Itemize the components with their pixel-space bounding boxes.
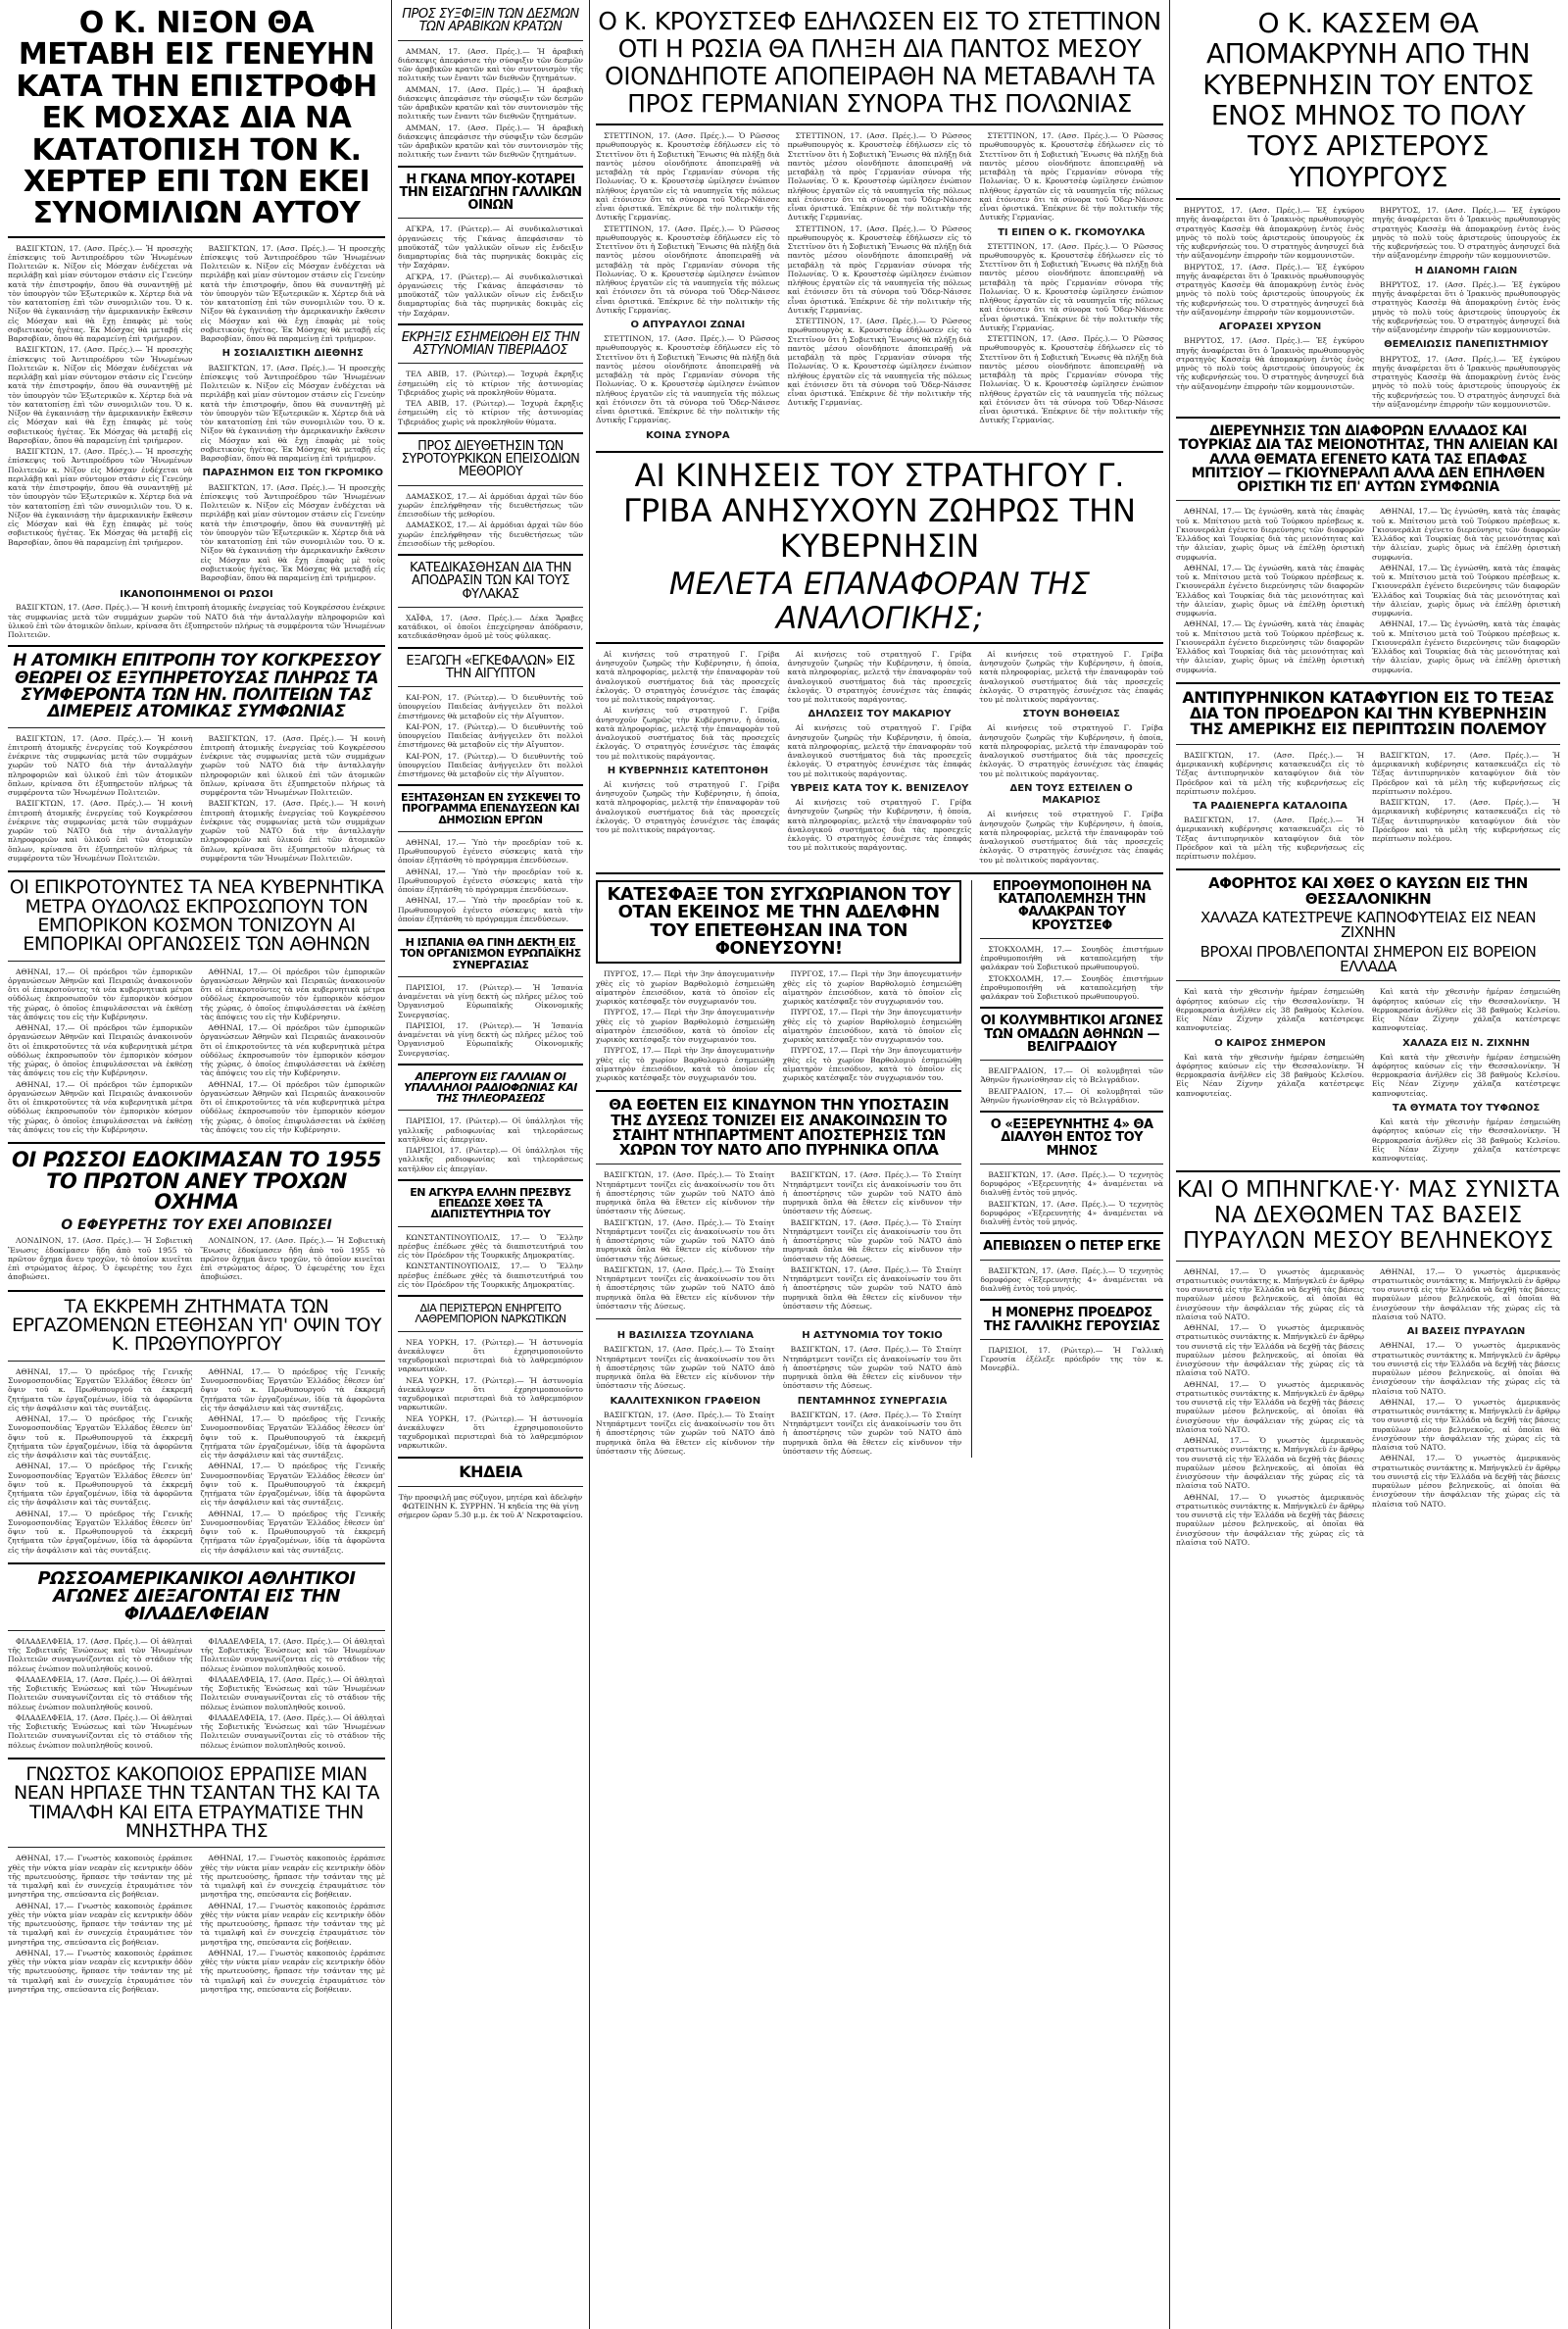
article-text: ΑΓΚΡΑ, 17. (Ρώιτερ).— Αἱ συνδικαλιστικαὶ ὀργανώσεις τῆς Γκάνας ἀπεφάσισαν τὸ μποϋκοτάζ τῶν γαλλικῶν οἴνων εἰς ἔνδειξιν διαμαρτυρίας διὰ τὰς πυρηνικὰς δοκιμὰς εἰς τὴν Σαχάραν. [398, 272, 583, 318]
article-text: ΑΘΗΝΑΙ, 17.— Ὡς ἐγνώσθη, κατὰ τὰς ἐπαφὰς τοῦ κ. Μπίτσιου μετὰ τοῦ Τούρκου πρέσβεως κ. Γκιουνεράλπ ἐγένετο διερεύνησις τῶν διαφορῶν Ἑλλάδος καὶ Τουρκίας διὰ τὰς μειονότητας καὶ τὴν ἁλιείαν, χωρὶς ὅμως νὰ ἐπέλθῃ ὁριστικὴ συμφωνία. [1176, 563, 1364, 619]
subheading: ΔΕΝ ΤΟΥΣ ΕΣΤΕΙΛΕΝ Ο ΜΑΚΑΡΙΟΣ [1009, 782, 1133, 807]
divider [596, 124, 1163, 125]
article-nixon-body [8, 244, 385, 585]
article-text: ΝΕΑ ΥΟΡΚΗ, 17. (Ρώιτερ).— Ἡ ἀστυνομία ἀνεκάλυψεν ὅτι ἐχρησιμοποιοῦντο ταχυδρομικαὶ περιστεραὶ διὰ τὸ λαθρεμπόριον ναρκωτικῶν. [398, 1337, 583, 1374]
article-text: ΠΥΡΓΟΣ, 17.— Περὶ τὴν 3ην ἀπογευματινὴν χθὲς εἰς τὸ χωρίον Βαρθολομιὸ ἐσημειώθη αἱματηρὸν ἐπεισόδιον, κατὰ τὸ ὁποῖον εἷς χωρικὸς κατέσφαξε τὸν συγχωριανόν του. [782, 1008, 962, 1045]
article-text: ΑΘΗΝΑΙ, 17.— Ὁ γνωστὸς ἀμερικανὸς στρατιωτικὸς συντάκτης κ. Μπήνγκλεϋ ἐν ἄρθρῳ του συνιστᾷ εἰς τὴν Ἑλλάδα νὰ δεχθῇ τὰς βάσεις πυραύλων μέσου βεληνεκοῦς, αἱ ὁποῖαι θὰ ἐνισχύσουν τὴν ἀσφάλειαν τῆς χώρας εἰς τὰ πλαίσια τοῦ ΝΑΤΟ. [1176, 1492, 1364, 1547]
article-text: ΑΘΗΝΑΙ, 17.— Ὁ πρόεδρος τῆς Γενικῆς Συνομοσπονδίας Ἐργατῶν Ἑλλάδος ἔθεσεν ὑπ' ὄψιν τοῦ κ. Πρωθυπουργοῦ τὰ ἐκκρεμῆ ζητήματα τῶν ἐργαζομένων, ἰδίᾳ τὰ ἀφορῶντα εἰς τὴν ἀσφάλισιν καὶ τὰς συντάξεις. [8, 1414, 193, 1461]
article-text: ΠΥΡΓΟΣ, 17.— Περὶ τὴν 3ην ἀπογευματινὴν χθὲς εἰς τὸ χωρίον Βαρθολομιὸ ἐσημειώθη αἱματηρὸν ἐπεισόδιον, κατὰ τὸ ὁποῖον εἷς χωρικὸς κατέσφαξε τὸν συγχωριανόν του. [782, 1046, 962, 1083]
article-text: ΦΙΛΑΔΕΛΦΕΙΑ, 17. (Ασσ. Πρές.).— Οἱ ἀθληταὶ τῆς Σοβιετικῆς Ἑνώσεως καὶ τῶν Ἡνωμένων Πολιτειῶν συναγωνίζονται εἰς τὸ στάδιον τῆς πόλεως ἐνώπιον πολυπληθοῦς κοινοῦ. [8, 1712, 193, 1750]
headline-ankara-ambassador: ΕΝ ΑΓΚΥΡΑ ΕΛΛΗΝ ΠΡΕΣΒΥΣ ΕΠΕΔΩΣΕ ΧΘΕΣ ΤΑ ΔΙΑΠΙΣΤΕΥΤΗΡΙΑ ΤΟΥ [410, 1185, 571, 1221]
headline-funeral: ΚΗΔΕΙΑ [459, 1462, 522, 1481]
subheading: ΚΟΙΝΑ ΣΥΝΟΡΑ [646, 429, 730, 441]
article-text: ΑΘΗΝΑΙ, 17.— Ὡς ἐγνώσθη, κατὰ τὰς ἐπαφὰς τοῦ κ. Μπίτσιου μετὰ τοῦ Τούρκου πρέσβεως κ. Γκιουνεράλπ ἐγένετο διερεύνησις τῶν διαφορῶν Ἑλλάδος καὶ Τουρκίας διὰ τὰς μειονότητας καὶ τὴν ἁλιείαν, χωρὶς ὅμως νὰ ἐπέλθῃ ὁριστικὴ συμφωνία. [1372, 563, 1560, 619]
headline-workers-issues: ΤΑ ΕΚΚΡΕΜΗ ΖΗΤΗΜΑΤΑ ΤΩΝ ΕΡΓΑΖΟΜΕΝΩΝ ΕΤΕΘΗΣΑΝ ΥΠ' ΟΨΙΝ ΤΟΥ Κ. ΠΡΩΘΥΠΟΥΡΓΟΥ [11, 1295, 382, 1356]
article-merchants-body [8, 967, 385, 1137]
divider [398, 1064, 583, 1065]
article-atomic-body [8, 734, 385, 866]
divider [980, 1260, 1163, 1261]
article-text: ΣΤΕΤΤΙΝΟΝ, 17. (Ασσ. Πρές.).— Ὁ Ρῶσσος πρωθυπουργὸς κ. Κρουστσὲφ ἐδήλωσεν εἰς τὸ Στεττῖνον ὅτι ἡ Σοβιετικὴ Ἕνωσις θὰ πλήξῃ διὰ παντὸς μέσου οἱονδήποτε ἀποπειραθῇ νὰ μεταβάλῃ τὰ πρὸς Γερμανίαν σύνορα τῆς Πολωνίας. Ὁ κ. Κρουστσὲφ ὡμίλησεν ἐνώπιον πλήθους ἐργατῶν εἰς τὰ ναυπηγεῖα τῆς πόλεως καὶ ἐτόνισεν ὅτι τὰ σύνορα τοῦ Ὄδερ-Νάισσε εἶναι ὁριστικά. Ἐπέκρινε δὲ τὴν πολιτικὴν τῆς Δυτικῆς Γερμανίας. [596, 223, 780, 315]
headline-russian-vehicle: ΟΙ ΡΩΣΣΟΙ ΕΔΟΚΙΜΑΣΑΝ ΤΟ 1955 ΤΟ ΠΡΩΤΟΝ ΑΝΕΥ ΤΡΟΧΩΝ ΟΧΗΜΑ [12, 1148, 381, 1214]
article-text: ΑΘΗΝΑΙ, 17.— Ὡς ἐγνώσθη, κατὰ τὰς ἐπαφὰς τοῦ κ. Μπίτσιου μετὰ τοῦ Τούρκου πρέσβεως κ. Γκιουνεράλπ ἐγένετο διερεύνησις τῶν διαφορῶν Ἑλλάδος καὶ Τουρκίας διὰ τὰς μειονότητας καὶ τὴν ἁλιείαν, χωρὶς ὅμως νὰ ἐπέλθῃ ὁριστικὴ συμφωνία. [1176, 507, 1364, 562]
article-text: ΤΕΛ ΑΒΙΒ, 17. (Ρώιτερ).— Ἰσχυρὰ ἔκρηξις ἐσημειώθη εἰς τὸ κτίριον τῆς ἀστυνομίας Τιβεριάδος χωρὶς νὰ προκληθοῦν θύματα. [398, 399, 583, 426]
article-text: ΑΘΗΝΑΙ, 17.— Ὁ γνωστὸς ἀμερικανὸς στρατιωτικὸς συντάκτης κ. Μπήνγκλεϋ ἐν ἄρθρῳ του συνιστᾷ εἰς τὴν Ἑλλάδα νὰ δεχθῇ τὰς βάσεις πυραύλων μέσου βεληνεκοῦς, αἱ ὁποῖαι θὰ ἐνισχύσουν τὴν ἀσφάλειαν τῆς χώρας εἰς τὰ πλαίσια τοῦ ΝΑΤΟ. [1372, 1266, 1560, 1321]
article-text: ΠΑΡΙΣΙΟΙ, 17. (Ρώιτερ).— Ἡ Ἰσπανία ἀναμένεται νὰ γίνῃ δεκτὴ ὡς πλῆρες μέλος τοῦ Ὀργανισμοῦ Εὐρωπαϊκῆς Οἰκονομικῆς Συνεργασίας. [398, 1020, 583, 1058]
article-text: ΒΗΡΥΤΟΣ, 17. (Ασσ. Πρές.).— Ἐξ ἐγκύρου πηγῆς ἀναφέρεται ὅτι ὁ Ἰρακινὸς πρωθυπουργὸς στρατηγὸς Κασσὲμ θὰ ἀπομακρύνῃ ἐντὸς ἑνὸς μηνὸς τὸ πολὺ τοὺς ἀριστεροὺς ὑπουργοὺς ἐκ τῆς κυβερνήσεώς του. Ὁ στρατηγὸς ἀνησυχεῖ διὰ τὴν αὐξανομένην ἐπιρροὴν τῶν κομμουνιστῶν. [1176, 206, 1364, 261]
article-text: ΦΙΛΑΔΕΛΦΕΙΑ, 17. (Ασσ. Πρές.).— Οἱ ἀθληταὶ τῆς Σοβιετικῆς Ἑνώσεως καὶ τῶν Ἡνωμένων Πολιτειῶν συναγωνίζονται εἰς τὸ στάδιον τῆς πόλεως ἐνώπιον πολυπληθοῦς κοινοῦ. [200, 1712, 385, 1750]
divider [398, 1295, 583, 1297]
subheading: Η ΑΣΤΥΝΟΜΙΑ ΤΟΥ ΤΟΚΙΟ [802, 1330, 943, 1342]
divider [398, 1457, 583, 1459]
article-text: ΒΑΣΙΓΚΤΩΝ, 17. (Ασσ. Πρές.).— Ἡ ἀμερικανικὴ κυβέρνησις κατασκευάζει εἰς τὸ Τέξας ἀντιπυρηνικὸν καταφύγιον διὰ τὸν Πρόεδρον καὶ τὰ μέλη τῆς κυβερνήσεως εἰς περίπτωσιν πολέμου. [1176, 816, 1364, 862]
divider [980, 1007, 1163, 1009]
article-text: ΑΘΗΝΑΙ, 17.— Ὁ πρόεδρος τῆς Γενικῆς Συνομοσπονδίας Ἐργατῶν Ἑλλάδος ἔθεσεν ὑπ' ὄψιν τοῦ κ. Πρωθυπουργοῦ τὰ ἐκκρεμῆ ζητήματα τῶν ἐργαζομένων, ἰδίᾳ τὰ ἀφορῶντα εἰς τὴν ἀσφάλισιν καὶ τὰς συντάξεις. [8, 1462, 193, 1508]
headline-tiberias-explosion: ΕΚΡΗΞΙΣ ΕΣΗΜΕΙΩΘΗ ΕΙΣ ΤΗΝ ΑΣΤΥΝΟΜΙΑΝ ΤΙΒΕΡΙΑΔΟΣ [401, 329, 580, 358]
article-text: ΑΘΗΝΑΙ, 17.— Ὁ γνωστὸς ἀμερικανὸς στρατιωτικὸς συντάκτης κ. Μπήνγκλεϋ ἐν ἄρθρῳ του συνιστᾷ εἰς τὴν Ἑλλάδα νὰ δεχθῇ τὰς βάσεις πυραύλων μέσου βεληνεκοῦς, αἱ ὁποῖαι θὰ ἐνισχύσουν τὴν ἀσφάλειαν τῆς χώρας εἰς τὰ πλαίσια τοῦ ΝΑΤΟ. [1176, 1379, 1364, 1434]
subheading: ΑΙ ΒΑΣΕΙΣ ΠΥΡΑΥΛΩΝ [1406, 1326, 1526, 1338]
lower-section [596, 880, 1163, 1458]
article-text: Καὶ κατὰ τὴν χθεσινὴν ἡμέραν ἐσημειώθη ἀφόρητος καύσων εἰς τὴν Θεσσαλονίκην. Ἡ θερμοκρασία ἀνῆλθεν εἰς 38 βαθμοὺς Κελσίου. Εἰς Νέαν Ζίχνην χάλαζα κατέστρεψε καπνοφυτείας. [1372, 1117, 1560, 1164]
article-text: ΑΘΗΝΑΙ, 17.— Οἱ πρόεδροι τῶν ἐμπορικῶν ὀργανώσεων Ἀθηνῶν καὶ Πειραιῶς ἀνακοινοῦν ὅτι οἱ ἐπικροτοῦντες τὰ νέα κυβερνητικὰ μέτρα οὐδόλως ἐκπροσωποῦν τὸν ἐμπορικὸν κόσμον τῆς χώρας, ὁ ὁποῖος ἐπιφυλάσσεται νὰ ἐκθέσῃ τὰς ἀπόψεις του εἰς τὴν Κυβέρνησιν. [200, 966, 385, 1021]
article-text: ΑΘΗΝΑΙ, 17.— Οἱ πρόεδροι τῶν ἐμπορικῶν ὀργανώσεων Ἀθηνῶν καὶ Πειραιῶς ἀνακοινοῦν ὅτι οἱ ἐπικροτοῦντες τὰ νέα κυβερνητικὰ μέτρα οὐδόλως ἐκπροσωποῦν τὸν ἐμπορικὸν κόσμον τῆς χώρας, ὁ ὁποῖος ἐπιφυλάσσεται νὰ ἐκθέσῃ τὰς ἀπόψεις του εἰς τὴν Κυβέρνησιν. [8, 966, 193, 1021]
article-text: ΒΑΣΙΓΚΤΩΝ, 17. (Ασσ. Πρές.).— Τὸ Σταίητ Ντηπάρτμεντ τονίζει εἰς ἀνακοίνωσίν του ὅτι ἡ ἀποστέρησις τῶν χωρῶν τοῦ ΝΑΤΟ ἀπὸ πυρηνικὰ ὅπλα θὰ ἔθετεν εἰς κίνδυνον τὴν ὑπόστασιν τῆς Δύσεως. [782, 1170, 962, 1216]
article-text: ΑΘΗΝΑΙ, 17.— Ὁ γνωστὸς ἀμερικανὸς στρατιωτικὸς συντάκτης κ. Μπήνγκλεϋ ἐν ἄρθρῳ του συνιστᾷ εἰς τὴν Ἑλλάδα νὰ δεχθῇ τὰς βάσεις πυραύλων μέσου βεληνεκοῦς, αἱ ὁποῖαι θὰ ἐνισχύσουν τὴν ἀσφάλειαν τῆς χώρας εἰς τὰ πλαίσια τοῦ ΝΑΤΟ. [1372, 1341, 1560, 1396]
article-text: ΣΤΕΤΤΙΝΟΝ, 17. (Ασσ. Πρές.).— Ὁ Ρῶσσος πρωθυπουργὸς κ. Κρουστσὲφ ἐδήλωσεν εἰς τὸ Στεττῖνον ὅτι ἡ Σοβιετικὴ Ἕνωσις θὰ πλήξῃ διὰ παντὸς μέσου οἱονδήποτε ἀποπειραθῇ νὰ μεταβάλῃ τὰ πρὸς Γερμανίαν σύνορα τῆς Πολωνίας. Ὁ κ. Κρουστσὲφ ὡμίλησεν ἐνώπιον πλήθους ἐργατῶν εἰς τὰ ναυπηγεῖα τῆς πόλεως καὶ ἐτόνισεν ὅτι τὰ σύνορα τοῦ Ὄδερ-Νάισσε εἶναι ὁριστικά. Ἐπέκρινε δὲ τὴν πολιτικὴν τῆς Δυτικῆς Γερμανίας. [979, 241, 1163, 332]
article-text: ΣΤΕΤΤΙΝΟΝ, 17. (Ασσ. Πρές.).— Ὁ Ρῶσσος πρωθυπουργὸς κ. Κρουστσὲφ ἐδήλωσεν εἰς τὸ Στεττῖνον ὅτι ἡ Σοβιετικὴ Ἕνωσις θὰ πλήξῃ διὰ παντὸς μέσου οἱονδήποτε ἀποπειραθῇ νὰ μεταβάλῃ τὰ πρὸς Γερμανίαν σύνορα τῆς Πολωνίας. Ὁ κ. Κρουστσὲφ ὡμίλησεν ἐνώπιον πλήθους ἐργατῶν εἰς τὰ ναυπηγεῖα τῆς πόλεως καὶ ἐτόνισεν ὅτι τὰ σύνορα τοῦ Ὄδερ-Νάισσε εἶναι ὁριστικά. Ἐπέκρινε δὲ τὴν πολιτικὴν τῆς Δυτικῆς Γερμανίας. [596, 131, 780, 223]
article-text: Τὴν προσφιλῆ μας σύζυγον, μητέρα καὶ ἀδελφὴν ΦΩΤΕΙΝΗΝ Κ. ΣΥΡΡΗΝ. Ἡ κηδεία της θὰ γίνῃ σήμερον ὥραν 5.30 μ.μ. ἐκ τοῦ Α' Νεκροταφείου. [398, 1492, 583, 1520]
subheading: Ο ΚΑΙΡΟΣ ΣΗΜΕΡΟΝ [1214, 1037, 1326, 1049]
article-text: ΑΘΗΝΑΙ, 17.— Οἱ πρόεδροι τῶν ἐμπορικῶν ὀργανώσεων Ἀθηνῶν καὶ Πειραιῶς ἀνακοινοῦν ὅτι οἱ ἐπικροτοῦντες τὰ νέα κυβερνητικὰ μέτρα οὐδόλως ἐκπροσωποῦν τὸν ἐμπορικὸν κόσμον τῆς χώρας, ὁ ὁποῖος ἐπιφυλάσσεται νὰ ἐκθέσῃ τὰς ἀπόψεις του εἰς τὴν Κυβέρνησιν. [200, 1079, 385, 1134]
article-text: ΑΘΗΝΑΙ, 17.— Γνωστὸς κακοποιὸς ἐρράπισε χθὲς τὴν νύκτα μίαν νεαρὰν εἰς κεντρικὴν ὁδὸν τῆς πρωτευούσης, ἥρπασε τὴν τσάνταν της μὲ τὰ τιμαλφῆ καὶ ἐν συνεχείᾳ ἐτραυμάτισε τὸν μνηστῆρα της, σπεύσαντα εἰς βοήθειαν. [200, 1901, 385, 1947]
article-text: Καὶ κατὰ τὴν χθεσινὴν ἡμέραν ἐσημειώθη ἀφόρητος καύσων εἰς τὴν Θεσσαλονίκην. Ἡ θερμοκρασία ἀνῆλθεν εἰς 38 βαθμοὺς Κελσίου. Εἰς Νέαν Ζίχνην χάλαζα κατέστρεψε καπνοφυτείας. [1176, 1052, 1364, 1098]
article-text: Αἱ κινήσεις τοῦ στρατηγοῦ Γ. Γρίβα ἀνησυχοῦν ζωηρῶς τὴν Κυβέρνησιν, ἡ ὁποία, κατὰ πληροφορίας, μελετᾷ τὴν ἐπαναφορὰν τοῦ ἀναλογικοῦ συστήματος διὰ τὰς προσεχεῖς ἐκλογάς. Ὁ στρατηγὸς ἐσυνέχισε τὰς ἐπαφάς του μὲ πολιτικοὺς παράγοντας. [979, 810, 1163, 865]
headline-grivas: ΑΙ ΚΙΝΗΣΕΙΣ ΤΟΥ ΣΤΡΑΤΗΓΟΥ Γ. ΓΡΙΒΑ ΑΝΗΣΥΧΟΥΝ ΖΩΗΡΩΣ ΤΗΝ ΚΥΒΕΡΝΗΣΙΝ [622, 456, 1137, 565]
headline-investment-program: ΕΞΗΤΑΣΘΗΣΑΝ ΕΝ ΣΥΣΚΕΨΕΙ ΤΟ ΠΡΟΓΡΑΜΜΑ ΕΠΕΝΔΥΣΕΩΝ ΚΑΙ ΔΗΜΟΣΙΩΝ ΕΡΓΩΝ [400, 791, 581, 826]
headline-greece-turkey: ΔΙΕΡΕΥΝΗΣΙΣ ΤΩΝ ΔΙΑΦΟΡΩΝ ΕΛΛΑΔΟΣ ΚΑΙ ΤΟΥΡΚΙΑΣ ΔΙΑ ΤΑΣ ΜΕΙΟΝΟΤΗΤΑΣ, ΤΗΝ ΑΛΙΕΙΑΝ ΚΑΙ ΑΛΛΑ ΘΕΜΑΤΑ ΕΓΕΝΕΤΟ ΚΑΤΑ ΤΑΣ ΕΠΑΦΑΣ ΜΠΙΤΣΙΟΥ — ΓΚΙΟΥΝΕΡΑΛΠ ΑΛΛΑ ΔΕΝ ΕΠΗΛΘΕΝ ΟΡΙΣΤΙΚΗ ΤΙΣ ΕΠ' ΑΥΤΩΝ ΣΥΜΦΩΝΙΑ [1178, 423, 1558, 496]
headline-kassem: Ο Κ. ΚΑΣΣΕΜ ΘΑ ΑΠΟΜΑΚΡΥΝΗ ΑΠΟ ΤΗΝ ΚΥΒΕΡΝΗΣΙΝ ΤΟΥ ΕΝΤΟΣ ΕΝΟΣ ΜΗΝΟΣ ΤΟ ΠΟΛΥ ΤΟΥΣ ΑΡΙΣΤΕΡΟΥΣ ΥΠΟΥΡΓΟΥΣ [1202, 8, 1534, 193]
divider [8, 1562, 385, 1564]
divider [8, 1630, 385, 1631]
divider [980, 1060, 1163, 1061]
article-text: ΑΘΗΝΑΙ, 17.— Ὁ πρόεδρος τῆς Γενικῆς Συνομοσπονδίας Ἐργατῶν Ἑλλάδος ἔθεσεν ὑπ' ὄψιν τοῦ κ. Πρωθυπουργοῦ τὰ ἐκκρεμῆ ζητήματα τῶν ἐργαζομένων, ἰδίᾳ τὰ ἀφορῶντα εἰς τὴν ἀσφάλισιν καὶ τὰς συντάξεις. [200, 1462, 385, 1508]
article-text: ΒΑΣΙΓΚΤΩΝ, 17. (Ασσ. Πρές.).— Τὸ Σταίητ Ντηπάρτμεντ τονίζει εἰς ἀνακοίνωσίν του ὅτι ἡ ἀποστέρησις τῶν χωρῶν τοῦ ΝΑΤΟ ἀπὸ πυρηνικὰ ὅπλα θὰ ἔθετεν εἰς κίνδυνον τὴν ὑπόστασιν τῆς Δύσεως. [596, 1264, 775, 1311]
subheading: ΧΑΛΑΖΑ ΕΙΣ Ν. ΖΙΧΝΗΝ [1402, 1037, 1530, 1049]
article-text: ΒΑΣΙΓΚΤΩΝ, 17. (Ασσ. Πρές.).— Ὁ τεχνητὸς δορυφόρος «Ἐξερευνητὴς 4» ἀναμένεται νὰ διαλυθῇ ἐντὸς τοῦ μηνός. [980, 1169, 1163, 1198]
article-text: ΒΑΣΙΓΚΤΩΝ, 17. (Ασσ. Πρές.).— Ἡ κοινὴ ἐπιτροπὴ ἀτομικῆς ἐνεργείας τοῦ Κογκρέσσου ἐνέκρινε τὰς συμφωνίας μετὰ τῶν συμμάχων χωρῶν τοῦ ΝΑΤΟ διὰ τὴν ἀνταλλαγὴν πληροφοριῶν καὶ ὑλικοῦ ἐπὶ τῶν ἀτομικῶν ὅπλων, κρίνασα ὅτι ἐξυπηρετοῦν πλήρως τὰ συμφέροντα τῶν Ἡνωμένων Πολιτειῶν. [200, 799, 385, 863]
article-text: ΑΘΗΝΑΙ, 17.— Οἱ πρόεδροι τῶν ἐμπορικῶν ὀργανώσεων Ἀθηνῶν καὶ Πειραιῶς ἀνακοινοῦν ὅτι οἱ ἐπικροτοῦντες τὰ νέα κυβερνητικὰ μέτρα οὐδόλως ἐκπροσωποῦν τὸν ἐμπορικὸν κόσμον τῆς χώρας, ὁ ὁποῖος ἐπιφυλάσσεται νὰ ἐκθέσῃ τὰς ἀπόψεις του εἰς τὴν Κυβέρνησιν. [8, 1079, 193, 1134]
article-text: ΒΗΡΥΤΟΣ, 17. (Ασσ. Πρές.).— Ἐξ ἐγκύρου πηγῆς ἀναφέρεται ὅτι ὁ Ἰρακινὸς πρωθυπουργὸς στρατηγὸς Κασσὲμ θὰ ἀπομακρύνῃ ἐντὸς ἑνὸς μηνὸς τὸ πολὺ τοὺς ἀριστεροὺς ὑπουργοὺς ἐκ τῆς κυβερνήσεώς του. Ὁ στρατηγὸς ἀνησυχεῖ διὰ τὴν αὐξανομένην ἐπιρροὴν τῶν κομμουνιστῶν. [1372, 206, 1560, 261]
article-text: ΣΤΟΚΧΟΛΜΗ, 17.— Σουηδὸς ἐπιστήμων ἐπροθυμοποιήθη νὰ καταπολεμήσῃ τὴν φαλάκραν τοῦ Σοβιετικοῦ πρωθυπουργοῦ. [980, 944, 1163, 972]
headline-explorer: Ο «ΕΞΕΡΕΥΝΗΤΗΣ 4» ΘΑ ΔΙΑΛΥΘΗ ΕΝΤΟΣ ΤΟΥ ΜΗΝΟΣ [990, 1117, 1153, 1159]
article-text: ΑΘΗΝΑΙ, 17.— Ὁ πρόεδρος τῆς Γενικῆς Συνομοσπονδίας Ἐργατῶν Ἑλλάδος ἔθεσεν ὑπ' ὄψιν τοῦ κ. Πρωθυπουργοῦ τὰ ἐκκρεμῆ ζητήματα τῶν ἐργαζομένων, ἰδίᾳ τὰ ἀφορῶντα εἰς τὴν ἀσφάλισιν καὶ τὰς συντάξεις. [8, 1509, 193, 1555]
article-text: ΒΑΣΙΓΚΤΩΝ, 17. (Ασσ. Πρές.).— Τὸ Σταίητ Ντηπάρτμεντ τονίζει εἰς ἀνακοίνωσίν του ὅτι ἡ ἀποστέρησις τῶν χωρῶν τοῦ ΝΑΤΟ ἀπὸ πυρηνικὰ ὅπλα θὰ ἔθετεν εἰς κίνδυνον τὴν ὑπόστασιν τῆς Δύσεως. [782, 1264, 962, 1311]
divider [398, 607, 583, 608]
article-criminal-body [8, 1854, 385, 1996]
article-text: ΒΑΣΙΓΚΤΩΝ, 17. (Ασσ. Πρές.).— Ἡ προσεχὴς ἐπίσκεψις τοῦ Ἀντιπροέδρου τῶν Ἡνωμένων Πολιτειῶν κ. Νίξον εἰς Μόσχαν ἐνδέχεται νὰ περιλάβῃ καὶ μίαν σύντομον στάσιν εἰς Γενεύην κατὰ τὴν ἐπιστροφήν, ὅπου θὰ συναντηθῇ μὲ τὸν ὑπουργὸν τῶν Ἐξωτερικῶν κ. Χέρτερ διὰ νὰ τὸν κατατοπίσῃ ἐπὶ τῶν συνομιλιῶν του. Ὁ κ. Νίξον θὰ ἐγκαινιάσῃ τὴν ἀμερικανικὴν ἔκθεσιν εἰς Μόσχαν καὶ θὰ ἔχῃ ἐπαφὰς μὲ τοὺς σοβιετικοὺς ἡγέτας. Ἐκ Μόσχας θὰ μεταβῇ εἰς Βαρσοβίαν, ὅπου θὰ παραμείνῃ ἐπὶ τριήμερον. Η ΣΟΣΙΑΛΙΣΤΙΚΗ ΔΙΕΘΝΗΣ ΒΑΣΙΓΚΤΩΝ, 17. (Ασσ. Πρές.).— Ἡ προσεχὴς ἐπίσκεψις τοῦ Ἀντιπροέδρου τῶν Ἡνωμένων Πολιτειῶν κ. Νίξον εἰς Μόσχαν ἐνδέχεται νὰ περιλάβῃ καὶ μίαν σύντομον στάσιν εἰς Γενεύην κατὰ τὴν ἐπιστροφήν, ὅπου θὰ συναντηθῇ μὲ τὸν ὑπουργὸν τῶν Ἐξωτερικῶν κ. Χέρτερ διὰ νὰ τὸν κατατοπίσῃ ἐπὶ τῶν συνομιλιῶν του. Ὁ κ. Νίξον θὰ ἐγκαινιάσῃ τὴν ἀμερικανικὴν ἔκθεσιν εἰς Μόσχαν καὶ θὰ ἔχῃ ἐπαφὰς μὲ τοὺς σοβιετικοὺς ἡγέτας. Ἐκ Μόσχας θὰ μεταβῇ εἰς Βαρσοβίαν, ὅπου θὰ παραμείνῃ ἐπὶ τριήμερον. ΠΑΡΑΣΗΜΟΝ ΕΙΣ ΤΟΝ ΓΚΡΟΜΙΚΟ ΒΑΣΙΓΚΤΩΝ, 17. (Ασσ. Πρές.).— Ἡ προσεχὴς ἐπίσκεψις τοῦ Ἀντιπροέδρου τῶν Ἡνωμένων Πολιτειῶν κ. Νίξον εἰς Μόσχαν ἐνδέχεται νὰ περιλάβῃ καὶ μίαν σύντομον στάσιν εἰς Γενεύην κατὰ τὴν ἐπιστροφήν, ὅπου θὰ συναντηθῇ μὲ τὸν ὑπουργὸν τῶν Ἐξωτερικῶν κ. Χέρτερ διὰ νὰ τὸν κατατοπίσῃ ἐπὶ τῶν συνομιλιῶν του. Ὁ κ. Νίξον θὰ ἐγκαινιάσῃ τὴν ἀμερικανικὴν ἔκθεσιν εἰς Μόσχαν καὶ θὰ ἔχῃ ἐπαφὰς μὲ τοὺς σοβιετικοὺς ἡγέτας. Ἐκ Μόσχας θὰ μεταβῇ εἰς Βαρσοβίαν, ὅπου θὰ παραμείνῃ ἐπὶ τριήμερον. [200, 243, 385, 583]
divider [980, 938, 1163, 939]
divider [1176, 980, 1560, 981]
article-text: ΝΕΑ ΥΟΡΚΗ, 17. (Ρώιτερ).— Ἡ ἀστυνομία ἀνεκάλυψεν ὅτι ἐχρησιμοποιοῦντο ταχυδρομικαὶ περιστεραὶ διὰ τὸ λαθρεμπόριον ναρκωτικῶν. [398, 1375, 583, 1412]
headline-hail: ΧΑΛΑΖΑ ΚΑΤΕΣΤΡΕΨΕ ΚΑΠΝΟΦΥΤΕΙΑΣ ΕΙΣ ΝΕΑΝ ΖΙΧΝΗΝ [1200, 909, 1537, 942]
headline-rain-forecast: ΒΡΟΧΑΙ ΠΡΟΒΛΕΠΟΝΤΑΙ ΣΗΜΕΡΟΝ ΕΙΣ ΒΟΡΕΙΟΝ ΕΛΛΑΔΑ [1200, 942, 1537, 975]
article-text: ΑΘΗΝΑΙ, 17.— Γνωστὸς κακοποιὸς ἐρράπισε χθὲς τὴν νύκτα μίαν νεαρὰν εἰς κεντρικὴν ὁδὸν τῆς πρωτευούσης, ἥρπασε τὴν τσάνταν της μὲ τὰ τιμαλφῆ καὶ ἐν συνεχείᾳ ἐτραυμάτισε τὸν μνηστῆρα της, σπεύσαντα εἰς βοήθειαν. [8, 1901, 193, 1947]
article-text: Αἱ κινήσεις τοῦ στρατηγοῦ Γ. Γρίβα ἀνησυχοῦν ζωηρῶς τὴν Κυβέρνησιν, ἡ ὁποία, κατὰ πληροφορίας, μελετᾷ τὴν ἐπαναφορὰν τοῦ ἀναλογικοῦ συστήματος διὰ τὰς προσεχεῖς ἐκλογάς. Ὁ στρατηγὸς ἐσυνέχισε τὰς ἐπαφάς του μὲ πολιτικοὺς παράγοντας. [979, 649, 1163, 705]
article-text: ΑΘΗΝΑΙ, 17.— Ὁ πρόεδρος τῆς Γενικῆς Συνομοσπονδίας Ἐργατῶν Ἑλλάδος ἔθεσεν ὑπ' ὄψιν τοῦ κ. Πρωθυπουργοῦ τὰ ἐκκρεμῆ ζητήματα τῶν ἐργαζομένων, ἰδίᾳ τὰ ἀφορῶντα εἰς τὴν ἀσφάλισιν καὶ τὰς συντάξεις. [200, 1509, 385, 1555]
divider [398, 686, 583, 687]
article-text: ΑΘΗΝΑΙ, 17.— Ὡς ἐγνώσθη, κατὰ τὰς ἐπαφὰς τοῦ κ. Μπίτσιου μετὰ τοῦ Τούρκου πρέσβεως κ. Γκιουνεράλπ ἐγένετο διερεύνησις τῶν διαφορῶν Ἑλλάδος καὶ Τουρκίας διὰ τὰς μειονότητας καὶ τὴν ἁλιείαν, χωρὶς ὅμως νὰ ἐπέλθῃ ὁριστικὴ συμφωνία. [1372, 507, 1560, 562]
headline-athletic-games: ΡΩΣΣΟΑΜΕΡΙΚΑΝΙΚΟΙ ΑΘΛΗΤΙΚΟΙ ΑΓΩΝΕΣ ΔΙΕΞΑΓΟΝΤΑΙ ΕΙΣ ΤΗΝ ΦΙΛΑΔΕΛΦΕΙΑΝ [37, 1567, 356, 1625]
article-text: Αἱ κινήσεις τοῦ στρατηγοῦ Γ. Γρίβα ἀνησυχοῦν ζωηρῶς τὴν Κυβέρνησιν, ἡ ὁποία, κατὰ πληροφορίας, μελετᾷ τὴν ἐπαναφορὰν τοῦ ἀναλογικοῦ συστήματος διὰ τὰς προσεχεῖς ἐκλογάς. Ὁ στρατηγὸς ἐσυνέχισε τὰς ἐπαφάς του μὲ πολιτικοὺς παράγοντας. [596, 649, 780, 705]
subheading: ΣΤΟΥΝ ΒΟΗΘΕΙΑΣ [1022, 709, 1120, 720]
divider [1176, 1261, 1560, 1262]
article-text: ΒΑΣΙΓΚΤΩΝ, 17. (Ασσ. Πρές.).— Ὁ τεχνητὸς δορυφόρος «Ἐξερευνητὴς 4» ἀναμένεται νὰ διαλυθῇ ἐντὸς τοῦ μηνός. [980, 1265, 1163, 1294]
article-text: ΒΑΣΙΓΚΤΩΝ, 17. (Ασσ. Πρές.).— Τὸ Σταίητ Ντηπάρτμεντ τονίζει εἰς ἀνακοίνωσίν του ὅτι ἡ ἀποστέρησις τῶν χωρῶν τοῦ ΝΑΤΟ ἀπὸ πυρηνικὰ ὅπλα θὰ ἔθετεν εἰς κίνδυνον τὴν ὑπόστασιν τῆς Δύσεως. [782, 1410, 962, 1456]
divider [398, 323, 583, 325]
article-text: Καὶ κατὰ τὴν χθεσινὴν ἡμέραν ἐσημειώθη ἀφόρητος καύσων εἰς τὴν Θεσσαλονίκην. Ἡ θερμοκρασία ἀνῆλθεν εἰς 38 βαθμοὺς Κελσίου. Εἰς Νέαν Ζίχνην χάλαζα κατέστρεψε καπνοφυτείας. [1372, 1052, 1560, 1098]
divider [596, 451, 1163, 453]
article-text: ΒΗΡΥΤΟΣ, 17. (Ασσ. Πρές.).— Ἐξ ἐγκύρου πηγῆς ἀναφέρεται ὅτι ὁ Ἰρακινὸς πρωθυπουργὸς στρατηγὸς Κασσὲμ θὰ ἀπομακρύνῃ ἐντὸς ἑνὸς μηνὸς τὸ πολὺ τοὺς ἀριστεροὺς ὑπουργοὺς ἐκ τῆς κυβερνήσεώς του. Ὁ στρατηγὸς ἀνησυχεῖ διὰ τὴν αὐξανομένην ἐπιρροὴν τῶν κομμουνιστῶν. [1372, 354, 1560, 409]
article-text: ΑΜΜΑΝ, 17. (Ασσ. Πρές.).— Ἡ ἀραβικὴ διάσκεψις ἀπεφάσισε τὴν σύσφιξιν τῶν δεσμῶν τῶν ἀραβικῶν κρατῶν καὶ τὸν συντονισμὸν τῆς πολιτικῆς των ἔναντι τῶν διεθνῶν ζητημάτων. [398, 123, 583, 160]
divider [8, 727, 385, 728]
article-text: ΚΑΙ-ΡΟΝ, 17. (Ρώιτερ).— Ὁ διευθυντὴς τοῦ ὑπουργείου Παιδείας ἀνήγγειλεν ὅτι πολλοὶ ἐπιστήμονες θὰ μεταβοῦν εἰς τὴν Αἴγυπτον. [398, 721, 583, 750]
article-text: Καὶ κατὰ τὴν χθεσινὴν ἡμέραν ἐσημειώθη ἀφόρητος καύσων εἰς τὴν Θεσσαλονίκην. Ἡ θερμοκρασία ἀνῆλθεν εἰς 38 βαθμοὺς Κελσίου. Εἰς Νέαν Ζίχνην χάλαζα κατέστρεψε καπνοφυτείας. [1372, 987, 1560, 1033]
article-text: ΑΘΗΝΑΙ, 17.— Ὁ γνωστὸς ἀμερικανὸς στρατιωτικὸς συντάκτης κ. Μπήνγκλεϋ ἐν ἄρθρῳ του συνιστᾷ εἰς τὴν Ἑλλάδα νὰ δεχθῇ τὰς βάσεις πυραύλων μέσου βεληνεκοῦς, αἱ ὁποῖαι θὰ ἐνισχύσουν τὴν ἀσφάλειαν τῆς χώρας εἰς τὰ πλαίσια τοῦ ΝΑΤΟ. [1176, 1266, 1364, 1321]
divider [398, 40, 583, 41]
article-text: Καὶ κατὰ τὴν χθεσινὴν ἡμέραν ἐσημειώθη ἀφόρητος καύσων εἰς τὴν Θεσσαλονίκην. Ἡ θερμοκρασία ἀνῆλθεν εἰς 38 βαθμοὺς Κελσίου. Εἰς Νέαν Ζίχνην χάλαζα κατέστρεψε καπνοφυτείας. [1176, 987, 1364, 1033]
article-text: ΒΑΣΙΓΚΤΩΝ, 17. (Ασσ. Πρές.).— Ἡ ἀμερικανικὴ κυβέρνησις κατασκευάζει εἰς τὸ Τέξας ἀντιπυρηνικὸν καταφύγιον διὰ τὸν Πρόεδρον καὶ τὰ μέλη τῆς κυβερνήσεως εἰς περίπτωσιν πολέμου. [1372, 798, 1560, 844]
article-text: ΝΕΑ ΥΟΡΚΗ, 17. (Ρώιτερ).— Ἡ ἀστυνομία ἀνεκάλυψεν ὅτι ἐχρησιμοποιοῦντο ταχυδρομικαὶ περιστεραὶ διὰ τὸ λαθρεμπόριον ναρκωτικῶν. [398, 1413, 583, 1451]
divider [8, 236, 385, 238]
article-text: ΒΑΣΙΓΚΤΩΝ, 17. (Ασσ. Πρές.).— Τὸ Σταίητ Ντηπάρτμεντ τονίζει εἰς ἀνακοίνωσίν του ὅτι ἡ ἀποστέρησις τῶν χωρῶν τοῦ ΝΑΤΟ ἀπὸ πυρηνικὰ ὅπλα θὰ ἔθετεν εἰς κίνδυνον τὴν ὑπόστασιν τῆς Δύσεως. [596, 1410, 775, 1456]
article-text: ΒΑΣΙΓΚΤΩΝ, 17. (Ασσ. Πρές.).— Ἡ κοινὴ ἐπιτροπὴ ἀτομικῆς ἐνεργείας τοῦ Κογκρέσσου ἐνέκρινε τὰς συμφωνίας μετὰ τῶν συμμάχων χωρῶν τοῦ ΝΑΤΟ διὰ τὴν ἀνταλλαγὴν πληροφοριῶν καὶ ὑλικοῦ ἐπὶ τῶν ἀτομικῶν ὅπλων, κρίνασα ὅτι ἐξυπηρετοῦν πλήρως τὰ συμφέροντα τῶν Ἡνωμένων Πολιτειῶν. [200, 733, 385, 798]
divider [1176, 1170, 1560, 1172]
article-text: ΚΑΙ-ΡΟΝ, 17. (Ρώιτερ).— Ὁ διευθυντὴς τοῦ ὑπουργείου Παιδείας ἀνήγγειλεν ὅτι πολλοὶ ἐπιστήμονες θὰ μεταβοῦν εἰς τὴν Αἴγυπτον. [398, 751, 583, 778]
headline-brains-egypt: ΕΞΑΓΩΓΗ «ΕΓΚΕΦΑΛΩΝ» ΕΙΣ ΤΗΝ ΑΙΓΥΠΤΟΝ [406, 653, 575, 681]
article-text: ΒΑΣΙΓΚΤΩΝ, 17. (Ασσ. Πρές.).— Τὸ Σταίητ Ντηπάρτμεντ τονίζει εἰς ἀνακοίνωσίν του ὅτι ἡ ἀποστέρησις τῶν χωρῶν τοῦ ΝΑΤΟ ἀπὸ πυρηνικὰ ὅπλα θὰ ἔθετεν εἰς κίνδυνον τὴν ὑπόστασιν τῆς Δύσεως. [782, 1217, 962, 1264]
article-text: ΒΑΣΙΓΚΤΩΝ, 17. (Ασσ. Πρές.).— Ἡ ἀμερικανικὴ κυβέρνησις κατασκευάζει εἰς τὸ Τέξας ἀντιπυρηνικὸν καταφύγιον διὰ τὸν Πρόεδρον καὶ τὰ μέλη τῆς κυβερνήσεως εἰς περίπτωσιν πολέμου. [1176, 750, 1364, 796]
lower-left [596, 880, 961, 1458]
divider [980, 1232, 1163, 1234]
headline-escape-convicts: ΚΑΤΕΔΙΚΑΣΘΗΣΑΝ ΔΙΑ ΤΗΝ ΑΠΟΔΡΑΣΙΝ ΤΩΝ ΚΑΙ ΤΟΥΣ ΦΥΛΑΚΑΣ [409, 561, 572, 602]
article-text: ΠΑΡΙΣΙΟΙ, 17. (Ρώιτερ).— Οἱ ὑπάλληλοι τῆς γαλλικῆς ραδιοφωνίας καὶ τηλεοράσεως κατῆλθον εἰς ἀπεργίαν. [398, 1146, 583, 1173]
article-text: ΠΑΡΙΣΙΟΙ, 17. (Ρώιτερ).— Ἡ Γαλλικὴ Γερουσία ἐξέλεξε πρόεδρόν της τὸν κ. Μονερβίλ. [980, 1345, 1163, 1373]
headline-syria-turkey: ΠΡΟΣ ΔΙΕΥΘΕΤΗΣΙΝ ΤΩΝ ΣΥΡΟΤΟΥΡΚΙΚΩΝ ΕΠΕΙΣΟΔΙΩΝ ΜΕΘΟΡΙΟΥ [401, 438, 580, 480]
article-text: ΑΜΜΑΝ, 17. (Ασσ. Πρές.).— Ἡ ἀραβικὴ διάσκεψις ἀπεφάσισε τὴν σύσφιξιν τῶν δεσμῶν τῶν ἀραβικῶν κρατῶν καὶ τὸν συντονισμὸν τῆς πολιτικῆς των ἔναντι τῶν διεθνῶν ζητημάτων. [398, 84, 583, 122]
divider [8, 1847, 385, 1848]
article-text: ΣΤΕΤΤΙΝΟΝ, 17. (Ασσ. Πρές.).— Ὁ Ρῶσσος πρωθυπουργὸς κ. Κρουστσὲφ ἐδήλωσεν εἰς τὸ Στεττῖνον ὅτι ἡ Σοβιετικὴ Ἕνωσις θὰ πλήξῃ διὰ παντὸς μέσου οἱονδήποτε ἀποπειραθῇ νὰ μεταβάλῃ τὰ πρὸς Γερμανίαν σύνορα τῆς Πολωνίας. Ὁ κ. Κρουστσὲφ ὡμίλησεν ἐνώπιον πλήθους ἐργατῶν εἰς τὰ ναυπηγεῖα τῆς πόλεως καὶ ἐτόνισεν ὅτι τὰ σύνορα τοῦ Ὄδερ-Νάισσε εἶναι ὁριστικά. Ἐπέκρινε δὲ τὴν πολιτικὴν τῆς Δυτικῆς Γερμανίας. [787, 317, 972, 408]
article-text: ΠΑΡΙΣΙΟΙ, 17. (Ρώιτερ).— Ἡ Ἰσπανία ἀναμένεται νὰ γίνῃ δεκτὴ ὡς πλῆρες μέλος τοῦ Ὀργανισμοῦ Εὐρωπαϊκῆς Οἰκονομικῆς Συνεργασίας. [398, 982, 583, 1019]
article-athletic-body [8, 1637, 385, 1752]
article-text: ΧΑΪΦΑ, 17. (Ασσ. Πρές.).— Δέκα Ἄραβες κατάδικοι, οἱ ὁποῖοι ἐπεχείρησαν ἀπόδρασιν, κατεδικάσθησαν ὁμοῦ μὲ τοὺς φύλακας. [398, 613, 583, 641]
headline-criminal: ΓΝΩΣΤΟΣ ΚΑΚΟΠΟΙΟΣ ΕΡΡΑΠΙΣΕ ΜΙΑΝ ΝΕΑΝ ΗΡΠΑΣΕ ΤΗΝ ΤΣΑΝΤΑΝ ΤΗΣ ΚΑΙ ΤΑ ΤΙΜΑΛΦΗ ΚΑΙ ΕΙΤΑ ΕΤΡΑΥΜΑΤΙΣΕ ΤΗΝ ΜΝΗΣΤΗΡΑ ΤΗΣ [13, 1762, 379, 1842]
divider [398, 929, 583, 931]
subheading: ΠΕΝΤΑΜΗΝΟΣ ΣΥΝΕΡΓΑΣΙΑ [797, 1395, 948, 1407]
article-khrushchev-body [596, 131, 1163, 445]
article-text: ΑΘΗΝΑΙ, 17.— Ὁ πρόεδρος τῆς Γενικῆς Συνομοσπονδίας Ἐργατῶν Ἑλλάδος ἔθεσεν ὑπ' ὄψιν τοῦ κ. Πρωθυπουργοῦ τὰ ἐκκρεμῆ ζητήματα τῶν ἐργαζομένων, ἰδίᾳ τὰ ἀφορῶντα εἰς τὴν ἀσφάλισιν καὶ τὰς συντάξεις. [200, 1414, 385, 1461]
headline-french-senate: Η ΜΟΝΕΡΗΣ ΠΡΟΕΔΡΟΣ ΤΗΣ ΓΑΛΛΙΚΗΣ ΓΕΡΟΥΣΙΑΣ [983, 1306, 1160, 1334]
article-text: Αἱ κινήσεις τοῦ στρατηγοῦ Γ. Γρίβα ἀνησυχοῦν ζωηρῶς τὴν Κυβέρνησιν, ἡ ὁποία, κατὰ πληροφορίας, μελετᾷ τὴν ἐπαναφορὰν τοῦ ἀναλογικοῦ συστήματος διὰ τὰς προσεχεῖς ἐκλογάς. Ὁ στρατηγὸς ἐσυνέχισε τὰς ἐπαφάς του μὲ πολιτικοὺς παράγοντας. [787, 649, 972, 705]
subheading: Η ΔΙΑΝΟΜΗ ΓΑΙΩΝ [1414, 265, 1518, 276]
article-text: ΦΙΛΑΔΕΛΦΕΙΑ, 17. (Ασσ. Πρές.).— Οἱ ἀθληταὶ τῆς Σοβιετικῆς Ἑνώσεως καὶ τῶν Ἡνωμένων Πολιτειῶν συναγωνίζονται εἰς τὸ στάδιον τῆς πόλεως ἐνώπιον πολυπληθοῦς κοινοῦ. [8, 1636, 193, 1673]
article-text: ΑΘΗΝΑΙ, 17.— Ὁ γνωστὸς ἀμερικανὸς στρατιωτικὸς συντάκτης κ. Μπήνγκλεϋ ἐν ἄρθρῳ του συνιστᾷ εἰς τὴν Ἑλλάδα νὰ δεχθῇ τὰς βάσεις πυραύλων μέσου βεληνεκοῦς, αἱ ὁποῖαι θὰ ἐνισχύσουν τὴν ἀσφάλειαν τῆς χώρας εἰς τὰ πλαίσια τοῦ ΝΑΤΟ. [1176, 1436, 1364, 1491]
divider [398, 1226, 583, 1227]
article-text: ΠΥΡΓΟΣ, 17.— Περὶ τὴν 3ην ἀπογευματινὴν χθὲς εἰς τὸ χωρίον Βαρθολομιὸ ἐσημειώθη αἱματηρὸν ἐπεισόδιον, κατὰ τὸ ὁποῖον εἷς χωρικὸς κατέσφαξε τὸν συγχωριανόν του. [596, 969, 775, 1007]
article-text: ΒΑΣΙΓΚΤΩΝ, 17. (Ασσ. Πρές.).— Τὸ Σταίητ Ντηπάρτμεντ τονίζει εἰς ἀνακοίνωσίν του ὅτι ἡ ἀποστέρησις τῶν χωρῶν τοῦ ΝΑΤΟ ἀπὸ πυρηνικὰ ὅπλα θὰ ἔθετεν εἰς κίνδυνον τὴν ὑπόστασιν τῆς Δύσεως. [782, 1345, 962, 1391]
headline-texas-shelter: ΑΝΤΙΠΥΡΗΝΙΚΟΝ ΚΑΤΑΦΥΓΙΟΝ ΕΙΣ ΤΟ ΤΕΞΑΣ ΔΙΑ ΤΟΝ ΠΡΟΕΔΡΟΝ ΚΑΙ ΤΗΝ ΚΥΒΕΡΝΗΣΙΝ ΤΗΣ ΑΜΕΡΙΚΗΣ ΕΙΣ ΠΕΡΙΠΤΩΣΙΝ ΠΟΛΕΜΟΥ [1182, 687, 1554, 739]
article-text: ΠΥΡΓΟΣ, 17.— Περὶ τὴν 3ην ἀπογευματινὴν χθὲς εἰς τὸ χωρίον Βαρθολομιὸ ἐσημειώθη αἱματηρὸν ἐπεισόδιον, κατὰ τὸ ὁποῖον εἷς χωρικὸς κατέσφαξε τὸν συγχωριανόν του. [782, 969, 962, 1007]
divider [8, 870, 385, 872]
column-2 [398, 8, 583, 2321]
subheading: Ο ΕΦΕΥΡΕΤΗΣ ΤΟΥ ΕΧΕΙ ΑΠΟΒΙΩΣΕΙ [61, 1217, 332, 1234]
article-text: ΚΩΝΣΤΑΝΤΙΝΟΥΠΟΛΙΣ, 17.— Ὁ Ἕλλην πρέσβυς ἐπέδωσε χθὲς τὰ διαπιστευτήριά του εἰς τὸν Πρόεδρον τῆς Τουρκικῆς Δημοκρατίας. [398, 1262, 583, 1289]
article-text: ΑΘΗΝΑΙ, 17.— Ὑπὸ τὴν προεδρίαν τοῦ κ. Πρωθυπουργοῦ ἐγένετο σύσκεψις κατὰ τὴν ὁποίαν ἐξητάσθη τὸ πρόγραμμα ἐπενδύσεων. [398, 896, 583, 923]
headline-baldwin-missiles: ΚΑΙ Ο ΜΠΗΝΓΚΛΕ·Υ· ΜΑΣ ΣΥΝΙΣΤΑ ΝΑ ΔΕΧΘΩΜΕΝ ΤΑΣ ΒΑΣΕΙΣ ΠΥΡΑΥΛΩΝ ΜΕΣΟΥ ΒΕΛΗΝΕΚΟΥΣ [1176, 1177, 1560, 1254]
headline-merchants: ΟΙ ΕΠΙΚΡΟΤΟΥΝΤΕΣ ΤΑ ΝΕΑ ΚΥΒΕΡΝΗΤΙΚΑ ΜΕΤΡΑ ΟΥΔΟΛΩΣ ΕΚΠΡΟΣΩΠΟΥΝ ΤΟΝ ΕΜΠΟΡΙΚΟΝ ΚΟΣΜΟΝ ΤΟΝΙΖΟΥΝ ΑΙ ΕΜΠΟΡΙΚΑΙ ΟΡΓΑΝΩΣΕΙΣ ΤΩΝ ΑΘΗΝΩΝ [9, 876, 384, 956]
divider [398, 363, 583, 364]
headline-atomic-committee: Η ΑΤΟΜΙΚΗ ΕΠΙΤΡΟΠΗ ΤΟΥ ΚΟΓΚΡΕΣΣΟΥ ΘΕΩΡΕΙ ΟΣ ΕΞΥΠΗΡΕΤΟΥΣΑΣ ΠΛΗΡΩΣ ΤΑ ΣΥΜΦΕΡΟΝΤΑ ΤΩΝ ΗΝ. ΠΟΛΙΤΕΙΩΝ ΤΑΣ ΔΙΜΕΡΕΙΣ ΑΤΟΜΙΚΑΣ ΣΥΜΦΩΝΙΑΣ [13, 651, 380, 722]
article-text: ΑΘΗΝΑΙ, 17.— Γνωστὸς κακοποιὸς ἐρράπισε χθὲς τὴν νύκτα μίαν νεαρὰν εἰς κεντρικὴν ὁδὸν τῆς πρωτευούσης, ἥρπασε τὴν τσάνταν της μὲ τὰ τιμαλφῆ καὶ ἐν συνεχείᾳ ἐτραυμάτισε τὸν μνηστῆρα της, σπεύσαντα εἰς βοήθειαν. [200, 1948, 385, 1994]
article-text: ΑΓΚΡΑ, 17. (Ρώιτερ).— Αἱ συνδικαλιστικαὶ ὀργανώσεις τῆς Γκάνας ἀπεφάσισαν τὸ μποϋκοτάζ τῶν γαλλικῶν οἴνων εἰς ἔνδειξιν διαμαρτυρίας διὰ τὰς πυρηνικὰς δοκιμὰς εἰς τὴν Σαχάραν. [398, 224, 583, 271]
headline-heatwave: ΑΦΟΡΗΤΟΣ ΚΑΙ ΧΘΕΣ Ο ΚΑΥΣΩΝ ΕΙΣ ΤΗΝ ΘΕΣΣΑΛΟΝΙΚΗΝ [1208, 874, 1528, 908]
headline-proportional: ΜΕΛΕΤΑ ΕΠΑΝΑΦΟΡΑΝ ΤΗΣ ΑΝΑΛΟΓΙΚΗΣ; [668, 567, 1091, 637]
subheading: ΙΚΑΝΟΠΟΙΗΜΕΝΟΙ ΟΙ ΡΩΣΟΙ [120, 589, 273, 601]
boxed-headline [596, 880, 961, 964]
article-text: ΒΑΣΙΓΚΤΩΝ, 17. (Ασσ. Πρές.).— Ἡ κοινὴ ἐπιτροπὴ ἀτομικῆς ἐνεργείας τοῦ Κογκρέσσου ἐνέκρινε τὰς συμφωνίας μετὰ τῶν συμμάχων χωρῶν τοῦ ΝΑΤΟ διὰ τὴν ἀνταλλαγὴν πληροφοριῶν καὶ ὑλικοῦ ἐπὶ τῶν ἀτομικῶν ὅπλων, κρίνασα ὅτι ἐξυπηρετοῦν πλήρως τὰ συμφέροντα τῶν Ἡνωμένων Πολιτειῶν. [8, 603, 385, 640]
divider [8, 1758, 385, 1759]
headline-radio-strike: ΑΠΕΡΓΟΥΝ ΕΙΣ ΓΑΛΛΙΑΝ ΟΙ ΥΠΑΛΛΗΛΟΙ ΡΑΔΙΟΦΩΝΙΑΣ ΚΑΙ ΤΗΣ ΤΗΛΕΟΡΑΣΕΩΣ [404, 1069, 577, 1106]
subheading: Η ΚΥΒΕΡΝΗΣΙΣ ΚΑΤΕΠΤΟΗΘΗ [607, 765, 768, 776]
column-divider-2 [589, 0, 590, 2329]
headline-peter-egge: ΑΠΕΒΙΩΣΕΝ Ο ΠΕΤΕΡ ΕΓΚΕ [983, 1239, 1161, 1255]
column-divider-3 [1169, 0, 1170, 2329]
article-text: ΑΜΜΑΝ, 17. (Ασσ. Πρές.).— Ἡ ἀραβικὴ διάσκεψις ἀπεφάσισε τὴν σύσφιξιν τῶν δεσμῶν τῶν ἀραβικῶν κρατῶν καὶ τὸν συντονισμὸν τῆς πολιτικῆς των ἔναντι τῶν διεθνῶν ζητημάτων. [398, 46, 583, 83]
article-text: ΠΑΡΙΣΙΟΙ, 17. (Ρώιτερ).— Οἱ ὑπάλληλοι τῆς γαλλικῆς ραδιοφωνίας καὶ τηλεοράσεως κατῆλθον εἰς ἀπεργίαν. [398, 1116, 583, 1144]
divider [1176, 744, 1560, 745]
divider [1176, 868, 1560, 870]
divider [1176, 682, 1560, 684]
article-text: ΣΤΟΚΧΟΛΜΗ, 17.— Σουηδὸς ἐπιστήμων ἐπροθυμοποιήθη νὰ καταπολεμήσῃ τὴν φαλάκραν τοῦ Σοβιετικοῦ πρωθυπουργοῦ. [980, 973, 1163, 1002]
article-text: ΑΘΗΝΑΙ, 17.— Ὑπὸ τὴν προεδρίαν τοῦ κ. Πρωθυπουργοῦ ἐγένετο σύσκεψις κατὰ τὴν ὁποίαν ἐξητάσθη τὸ πρόγραμμα ἐπενδύσεων. [398, 837, 583, 866]
headline-khrushchev-stettin: Ο Κ. ΚΡΟΥΣΤΣΕΦ ΕΔΗΛΩΣΕΝ ΕΙΣ ΤΟ ΣΤΕΤΤΙΝΟΝ ΟΤΙ Η ΡΩΣΙΑ ΘΑ ΠΛΗΞΗ ΔΙΑ ΠΑΝΤΟΣ ΜΕΣΟΥ ΟΙΟΝΔΗΠΟΤΕ ΑΠΟΠΕΙΡΑΘΗ ΝΑ ΜΕΤΑΒΑΛΗ ΤΑ ΠΡΟΣ ΓΕΡΜΑΝΙΑΝ ΣΥΝΟΡΑ ΤΗΣ ΠΟΛΩΝΙΑΣ [598, 8, 1161, 118]
article-text: ΔΑΜΑΣΚΟΣ, 17.— Αἱ ἀρμόδιαι ἀρχαὶ τῶν δύο χωρῶν ἐπελήφθησαν τῆς διευθετήσεως τῶν ἐπεισοδίων τῆς μεθορίου. [398, 520, 583, 548]
article-text: ΒΑΣΙΓΚΤΩΝ, 17. (Ασσ. Πρές.).— Τὸ Σταίητ Ντηπάρτμεντ τονίζει εἰς ἀνακοίνωσίν του ὅτι ἡ ἀποστέρησις τῶν χωρῶν τοῦ ΝΑΤΟ ἀπὸ πυρηνικὰ ὅπλα θὰ ἔθετεν εἰς κίνδυνον τὴν ὑπόστασιν τῆς Δύσεως. [596, 1345, 775, 1391]
article-kassem-body [1176, 206, 1560, 411]
article-text: Αἱ κινήσεις τοῦ στρατηγοῦ Γ. Γρίβα ἀνησυχοῦν ζωηρῶς τὴν Κυβέρνησιν, ἡ ὁποία, κατὰ πληροφορίας, μελετᾷ τὴν ἐπαναφορὰν τοῦ ἀναλογικοῦ συστήματος διὰ τὰς προσεχεῖς ἐκλογάς. Ὁ στρατηγὸς ἐσυνέχισε τὰς ἐπαφάς του μὲ πολιτικοὺς παράγοντας. [787, 798, 972, 853]
article-text: ΒΑΣΙΓΚΤΩΝ, 17. (Ασσ. Πρές.).— Ἡ προσεχὴς ἐπίσκεψις τοῦ Ἀντιπροέδρου τῶν Ἡνωμένων Πολιτειῶν κ. Νίξον εἰς Μόσχαν ἐνδέχεται νὰ περιλάβῃ καὶ μίαν σύντομον στάσιν εἰς Γενεύην κατὰ τὴν ἐπιστροφήν, ὅπου θὰ συναντηθῇ μὲ τὸν ὑπουργὸν τῶν Ἐξωτερικῶν κ. Χέρτερ διὰ νὰ τὸν κατατοπίσῃ ἐπὶ τῶν συνομιλιῶν του. Ὁ κ. Νίξον θὰ ἐγκαινιάσῃ τὴν ἀμερικανικὴν ἔκθεσιν εἰς Μόσχαν καὶ θὰ ἔχῃ ἐπαφὰς μὲ τοὺς σοβιετικοὺς ἡγέτας. Ἐκ Μόσχας θὰ μεταβῇ εἰς Βαρσοβίαν, ὅπου θὰ παραμείνῃ ἐπὶ τριήμερον. ΒΑΣΙΓΚΤΩΝ, 17. (Ασσ. Πρές.).— Ἡ προσεχὴς ἐπίσκεψις τοῦ Ἀντιπροέδρου τῶν Ἡνωμένων Πολιτειῶν κ. Νίξον εἰς Μόσχαν ἐνδέχεται νὰ περιλάβῃ καὶ μίαν σύντομον στάσιν εἰς Γενεύην κατὰ τὴν ἐπιστροφήν, ὅπου θὰ συναντηθῇ μὲ τὸν ὑπουργὸν τῶν Ἐξωτερικῶν κ. Χέρτερ διὰ νὰ τὸν κατατοπίσῃ ἐπὶ τῶν συνομιλιῶν του. Ὁ κ. Νίξον θὰ ἐγκαινιάσῃ τὴν ἀμερικανικὴν ἔκθεσιν εἰς Μόσχαν καὶ θὰ ἔχῃ ἐπαφὰς μὲ τοὺς σοβιετικοὺς ἡγέτας. Ἐκ Μόσχας θὰ μεταβῇ εἰς Βαρσοβίαν, ὅπου θὰ παραμείνῃ ἐπὶ τριήμερον. ΒΑΣΙΓΚΤΩΝ, 17. (Ασσ. Πρές.).— Ἡ προσεχὴς ἐπίσκεψις τοῦ Ἀντιπροέδρου τῶν Ἡνωμένων Πολιτειῶν κ. Νίξον εἰς Μόσχαν ἐνδέχεται νὰ περιλάβῃ καὶ μίαν σύντομον στάσιν εἰς Γενεύην κατὰ τὴν ἐπιστροφήν, ὅπου θὰ συναντηθῇ μὲ τὸν ὑπουργὸν τῶν Ἐξωτερικῶν κ. Χέρτερ διὰ νὰ τὸν κατατοπίσῃ ἐπὶ τῶν συνομιλιῶν του. Ὁ κ. Νίξον θὰ ἐγκαινιάσῃ τὴν ἀμερικανικὴν ἔκθεσιν εἰς Μόσχαν καὶ θὰ ἔχῃ ἐπαφὰς μὲ τοὺς σοβιετικοὺς ἡγέτας. Ἐκ Μόσχας θὰ μεταβῇ εἰς Βαρσοβίαν, ὅπου θὰ παραμείνῃ ἐπὶ τριήμερον. [8, 243, 193, 547]
divider [8, 1290, 385, 1292]
article-text: Αἱ κινήσεις τοῦ στρατηγοῦ Γ. Γρίβα ἀνησυχοῦν ζωηρῶς τὴν Κυβέρνησιν, ἡ ὁποία, κατὰ πληροφορίας, μελετᾷ τὴν ἐπαναφορὰν τοῦ ἀναλογικοῦ συστήματος διὰ τὰς προσεχεῖς ἐκλογάς. Ὁ στρατηγὸς ἐσυνέχισε τὰς ἐπαφάς του μὲ πολιτικοὺς παράγοντας. [596, 779, 780, 835]
article-text: ΠΥΡΓΟΣ, 17.— Περὶ τὴν 3ην ἀπογευματινὴν χθὲς εἰς τὸ χωρίον Βαρθολομιὸ ἐσημειώθη αἱματηρὸν ἐπεισόδιον, κατὰ τὸ ὁποῖον εἷς χωρικὸς κατέσφαξε τὸν συγχωριανόν του. [596, 1046, 775, 1083]
article-text: ΒΑΣΙΓΚΤΩΝ, 17. (Ασσ. Πρές.).— Τὸ Σταίητ Ντηπάρτμεντ τονίζει εἰς ἀνακοίνωσίν του ὅτι ἡ ἀποστέρησις τῶν χωρῶν τοῦ ΝΑΤΟ ἀπὸ πυρηνικὰ ὅπλα θὰ ἔθετεν εἰς κίνδυνον τὴν ὑπόστασιν τῆς Δύσεως. [596, 1170, 775, 1216]
divider [398, 976, 583, 977]
divider [980, 1111, 1163, 1113]
divider [398, 432, 583, 434]
column-divider-1 [391, 0, 392, 2329]
headline-baldness: ΕΠΡΟΘΥΜΟΠΟΙΗΘΗ ΝΑ ΚΑΤΑΠΟΛΕΜΗΣΗ ΤΗΝ ΦΑΛΑΚΡΑΝ ΤΟΥ ΚΡΟΥΣΤΣΕΦ [992, 878, 1152, 933]
article-text: ΒΗΡΥΤΟΣ, 17. (Ασσ. Πρές.).— Ἐξ ἐγκύρου πηγῆς ἀναφέρεται ὅτι ὁ Ἰρακινὸς πρωθυπουργὸς στρατηγὸς Κασσὲμ θὰ ἀπομακρύνῃ ἐντὸς ἑνὸς μηνὸς τὸ πολὺ τοὺς ἀριστεροὺς ὑπουργοὺς ἐκ τῆς κυβερνήσεώς του. Ὁ στρατηγὸς ἀνησυχεῖ διὰ τὴν αὐξανομένην ἐπιρροὴν τῶν κομμουνιστῶν. [1176, 262, 1364, 317]
subheading: Ο ΑΠΥΡΑΥΛΟΙ ΖΩΝΑΙ [630, 320, 746, 330]
article-workers-body [8, 1367, 385, 1557]
article-text: ΣΤΕΤΤΙΝΟΝ, 17. (Ασσ. Πρές.).— Ὁ Ρῶσσος πρωθυπουργὸς κ. Κρουστσὲφ ἐδήλωσεν εἰς τὸ Στεττῖνον ὅτι ἡ Σοβιετικὴ Ἕνωσις θὰ πλήξῃ διὰ παντὸς μέσου οἱονδήποτε ἀποπειραθῇ νὰ μεταβάλῃ τὰ πρὸς Γερμανίαν σύνορα τῆς Πολωνίας. Ὁ κ. Κρουστσὲφ ὡμίλησεν ἐνώπιον πλήθους ἐργατῶν εἰς τὰ ναυπηγεῖα τῆς πόλεως καὶ ἐτόνισεν ὅτι τὰ σύνορα τοῦ Ὄδερ-Νάισσε εἶναι ὁριστικά. Ἐπέκρινε δὲ τὴν πολιτικὴν τῆς Δυτικῆς Γερμανίας. [787, 131, 972, 223]
article-text: ΑΘΗΝΑΙ, 17.— Γνωστὸς κακοποιὸς ἐρράπισε χθὲς τὴν νύκτα μίαν νεαρὰν εἰς κεντρικὴν ὁδὸν τῆς πρωτευούσης, ἥρπασε τὴν τσάνταν της μὲ τὰ τιμαλφῆ καὶ ἐν συνεχείᾳ ἐτραυμάτισε τὸν μνηστῆρα της, σπεύσαντα εἰς βοήθειαν. [200, 1854, 385, 1900]
article-text: ΣΤΕΤΤΙΝΟΝ, 17. (Ασσ. Πρές.).— Ὁ Ρῶσσος πρωθυπουργὸς κ. Κρουστσὲφ ἐδήλωσεν εἰς τὸ Στεττῖνον ὅτι ἡ Σοβιετικὴ Ἕνωσις θὰ πλήξῃ διὰ παντὸς μέσου οἱονδήποτε ἀποπειραθῇ νὰ μεταβάλῃ τὰ πρὸς Γερμανίαν σύνορα τῆς Πολωνίας. Ὁ κ. Κρουστσὲφ ὡμίλησεν ἐνώπιον πλήθους ἐργατῶν εἰς τὰ ναυπηγεῖα τῆς πόλεως καὶ ἐτόνισεν ὅτι τὰ σύνορα τοῦ Ὄδερ-Νάισσε εἶναι ὁριστικά. Ἐπέκρινε δὲ τὴν πολιτικὴν τῆς Δυτικῆς Γερμανίας. [787, 223, 972, 315]
divider [596, 1090, 961, 1092]
article-text: ΑΘΗΝΑΙ, 17.— Ὡς ἐγνώσθη, κατὰ τὰς ἐπαφὰς τοῦ κ. Μπίτσιου μετὰ τοῦ Τούρκου πρέσβεως κ. Γκιουνεράλπ ἐγένετο διερεύνησις τῶν διαφορῶν Ἑλλάδος καὶ Τουρκίας διὰ τὰς μειονότητας καὶ τὴν ἁλιείαν, χωρὶς ὅμως νὰ ἐπέλθῃ ὁριστικὴ συμφωνία. [1372, 619, 1560, 674]
article-text: ΒΑΣΙΓΚΤΩΝ, 17. (Ασσ. Πρές.).— Ἡ κοινὴ ἐπιτροπὴ ἀτομικῆς ἐνεργείας τοῦ Κογκρέσσου ἐνέκρινε τὰς συμφωνίας μετὰ τῶν συμμάχων χωρῶν τοῦ ΝΑΤΟ διὰ τὴν ἀνταλλαγὴν πληροφοριῶν καὶ ὑλικοῦ ἐπὶ τῶν ἀτομικῶν ὅπλων, κρίνασα ὅτι ἐξυπηρετοῦν πλήρως τὰ συμφέροντα τῶν Ἡνωμένων Πολιτειῶν. [8, 799, 193, 863]
subheading: ΠΑΡΑΣΗΜΟΝ ΕΙΣ ΤΟΝ ΓΚΡΟΜΙΚΟ [202, 468, 384, 479]
column-4 [1176, 8, 1560, 2321]
divider [398, 647, 583, 649]
headline-nixon-geneva: Ο Κ. ΝΙΞΟΝ ΘΑ ΜΕΤΑΒΗ ΕΙΣ ΓΕΝΕΥΗΝ ΚΑΤΑ ΤΗΝ ΕΠΙΣΤΡΟΦΗ ΕΚ ΜΟΣΧΑΣ ΔΙΑ ΝΑ ΚΑΤΑΤΟΠΙΣΗ ΤΟΝ Κ. ΧΕΡΤΕΡ ΕΠΙ ΤΩΝ ΕΚΕΙ ΣΥΝΟΜΙΛΙΩΝ ΑΥΤΟΥ [16, 8, 377, 231]
article-text: ΑΘΗΝΑΙ, 17.— Ὁ γνωστὸς ἀμερικανὸς στρατιωτικὸς συντάκτης κ. Μπήνγκλεϋ ἐν ἄρθρῳ του συνιστᾷ εἰς τὴν Ἑλλάδα νὰ δεχθῇ τὰς βάσεις πυραύλων μέσου βεληνεκοῦς, αἱ ὁποῖαι θὰ ἐνισχύσουν τὴν ἀσφάλειαν τῆς χώρας εἰς τὰ πλαίσια τοῦ ΝΑΤΟ. [1372, 1454, 1560, 1509]
divider [980, 1299, 1163, 1301]
article-text: ΤΕΛ ΑΒΙΒ, 17. (Ρώιτερ).— Ἰσχυρὰ ἔκρηξις ἐσημειώθη εἰς τὸ κτίριον τῆς ἀστυνομίας Τιβεριάδος χωρὶς νὰ προκληθοῦν θύματα. [398, 370, 583, 397]
headline-murder: ΚΑΤΕΣΦΑΞΕ ΤΟΝ ΣΥΓΧΩΡΙΑΝΟΝ ΤΟΥ ΟΤΑΝ ΕΚΕΙΝΟΣ ΜΕ ΤΗΝ ΑΔΕΛΦΗΝ ΤΟΥ ΕΠΕΤΕΘΗΣΑΝ ΙΝΑ ΤΟΝ ΦΟΝΕΥΣΟΥΝ! [607, 883, 951, 959]
article-text: ΑΘΗΝΑΙ, 17.— Οἱ πρόεδροι τῶν ἐμπορικῶν ὀργανώσεων Ἀθηνῶν καὶ Πειραιῶς ἀνακοινοῦν ὅτι οἱ ἐπικροτοῦντες τὰ νέα κυβερνητικὰ μέτρα οὐδόλως ἐκπροσωποῦν τὸν ἐμπορικὸν κόσμον τῆς χώρας, ὁ ὁποῖος ἐπιφυλάσσεται νὰ ἐκθέσῃ τὰς ἀπόψεις του εἰς τὴν Κυβέρνησιν. [8, 1023, 193, 1078]
headline-swimming: ΟΙ ΚΟΛΥΜΒΗΤΙΚΟΙ ΑΓΩΝΕΣ ΤΩΝ ΟΜΑΔΩΝ ΑΘΗΝΩΝ — ΒΕΛΙΓΡΑΔΙΟΥ [980, 1014, 1163, 1055]
divider [398, 1179, 583, 1181]
divider [398, 1110, 583, 1111]
subheading: ΔΗΛΩΣΕΙΣ ΤΟΥ ΜΑΚΑΡΙΟΥ [808, 709, 952, 720]
divider [596, 642, 1163, 644]
article-text: ΒΑΣΙΓΚΤΩΝ, 17. (Ασσ. Πρές.).— Ἡ ἀμερικανικὴ κυβέρνησις κατασκευάζει εἰς τὸ Τέξας ἀντιπυρηνικὸν καταφύγιον διὰ τὸν Πρόεδρον καὶ τὰ μέλη τῆς κυβερνήσεως εἰς περίπτωσιν πολέμου. [1372, 750, 1560, 796]
article-text: ΛΟΝΔΙΝΟΝ, 17. (Ασσ. Πρές.).— Ἡ Σοβιετικὴ Ἕνωσις ἐδοκίμασεν ἤδη ἀπὸ τοῦ 1955 τὸ πρῶτον ὄχημα ἄνευ τροχῶν, τὸ ὁποῖον κινεῖται ἐπὶ στρώματος ἀέρος. Ὁ ἐφευρέτης του ἔχει ἀποβιώσει. [200, 1236, 385, 1282]
article-text: ΑΘΗΝΑΙ, 17.— Ὁ πρόεδρος τῆς Γενικῆς Συνομοσπονδίας Ἐργατῶν Ἑλλάδος ἔθεσεν ὑπ' ὄψιν τοῦ κ. Πρωθυπουργοῦ τὰ ἐκκρεμῆ ζητήματα τῶν ἐργαζομένων, ἰδίᾳ τὰ ἀφορῶντα εἰς τὴν ἀσφάλισιν καὶ τὰς συντάξεις. [200, 1366, 385, 1412]
article-text: ΒΕΛΙΓΡΑΔΙΟΝ, 17.— Οἱ κολυμβηταὶ τῶν Ἀθηνῶν ἠγωνίσθησαν εἰς τὸ Βελιγράδιον. [980, 1066, 1163, 1085]
article-text: ΣΤΕΤΤΙΝΟΝ, 17. (Ασσ. Πρές.).— Ὁ Ρῶσσος πρωθυπουργὸς κ. Κρουστσὲφ ἐδήλωσεν εἰς τὸ Στεττῖνον ὅτι ἡ Σοβιετικὴ Ἕνωσις θὰ πλήξῃ διὰ παντὸς μέσου οἱονδήποτε ἀποπειραθῇ νὰ μεταβάλῃ τὰ πρὸς Γερμανίαν σύνορα τῆς Πολωνίας. Ὁ κ. Κρουστσὲφ ὡμίλησεν ἐνώπιον πλήθους ἐργατῶν εἰς τὰ ναυπηγεῖα τῆς πόλεως καὶ ἐτόνισεν ὅτι τὰ σύνορα τοῦ Ὄδερ-Νάισσε εἶναι ὁριστικά. Ἐπέκρινε δὲ τὴν πολιτικὴν τῆς Δυτικῆς Γερμανίας. [596, 334, 780, 425]
article-text: ΑΘΗΝΑΙ, 17.— Οἱ πρόεδροι τῶν ἐμπορικῶν ὀργανώσεων Ἀθηνῶν καὶ Πειραιῶς ἀνακοινοῦν ὅτι οἱ ἐπικροτοῦντες τὰ νέα κυβερνητικὰ μέτρα οὐδόλως ἐκπροσωποῦν τὸν ἐμπορικὸν κόσμον τῆς χώρας, ὁ ὁποῖος ἐπιφυλάσσεται νὰ ἐκθέσῃ τὰς ἀπόψεις του εἰς τὴν Κυβέρνησιν. [200, 1023, 385, 1078]
divider [8, 1142, 385, 1144]
article-text: ΛΟΝΔΙΝΟΝ, 17. (Ασσ. Πρές.).— Ἡ Σοβιετικὴ Ἕνωσις ἐδοκίμασεν ἤδη ἀπὸ τοῦ 1955 τὸ πρῶτον ὄχημα ἄνευ τροχῶν, τὸ ὁποῖον κινεῖται ἐπὶ στρώματος ἀέρος. Ὁ ἐφευρέτης του ἔχει ἀποβιώσει. [8, 1236, 193, 1282]
article-text: ΚΩΝΣΤΑΝΤΙΝΟΥΠΟΛΙΣ, 17.— Ὁ Ἕλλην πρέσβυς ἐπέδωσε χθὲς τὰ διαπιστευτήριά του εἰς τὸν Πρόεδρον τῆς Τουρκικῆς Δημοκρατίας. [398, 1232, 583, 1261]
divider [398, 554, 583, 556]
article-text: Αἱ κινήσεις τοῦ στρατηγοῦ Γ. Γρίβα ἀνησυχοῦν ζωηρῶς τὴν Κυβέρνησιν, ἡ ὁποία, κατὰ πληροφορίας, μελετᾷ τὴν ἐπαναφορὰν τοῦ ἀναλογικοῦ συστήματος διὰ τὰς προσεχεῖς ἐκλογάς. Ὁ στρατηγὸς ἐσυνέχισε τὰς ἐπαφάς του μὲ πολιτικοὺς παράγοντας. [596, 706, 780, 761]
column-3 [596, 8, 1163, 2321]
article-text: ΠΥΡΓΟΣ, 17.— Περὶ τὴν 3ην ἀπογευματινὴν χθὲς εἰς τὸ χωρίον Βαρθολομιὸ ἐσημειώθη αἱματηρὸν ἐπεισόδιον, κατὰ τὸ ὁποῖον εἷς χωρικὸς κατέσφαξε τὸν συγχωριανόν του. [596, 1008, 775, 1045]
divider [596, 872, 1163, 874]
subheading: Η ΒΑΣΙΛΙΣΣΑ ΤΖΟΥΛΙΑΝΑ [616, 1330, 754, 1342]
divider [8, 1361, 385, 1362]
lower-right [971, 880, 1163, 1458]
article-text: ΒΗΡΥΤΟΣ, 17. (Ασσ. Πρές.).— Ἐξ ἐγκύρου πηγῆς ἀναφέρεται ὅτι ὁ Ἰρακινὸς πρωθυπουργὸς στρατηγὸς Κασσὲμ θὰ ἀπομακρύνῃ ἐντὸς ἑνὸς μηνὸς τὸ πολὺ τοὺς ἀριστεροὺς ὑπουργοὺς ἐκ τῆς κυβερνήσεώς του. Ὁ στρατηγὸς ἀνησυχεῖ διὰ τὴν αὐξανομένην ἐπιρροὴν τῶν κομμουνιστῶν. [1372, 279, 1560, 335]
article-text: ΒΗΡΥΤΟΣ, 17. (Ασσ. Πρές.).— Ἐξ ἐγκύρου πηγῆς ἀναφέρεται ὅτι ὁ Ἰρακινὸς πρωθυπουργὸς στρατηγὸς Κασσὲμ θὰ ἀπομακρύνῃ ἐντὸς ἑνὸς μηνὸς τὸ πολὺ τοὺς ἀριστεροὺς ὑπουργοὺς ἐκ τῆς κυβερνήσεώς του. Ὁ στρατηγὸς ἀνησυχεῖ διὰ τὴν αὐξανομένην ἐπιρροὴν τῶν κομμουνιστῶν. [1176, 336, 1364, 391]
divider [8, 961, 385, 962]
subheading: ΤΑ ΡΑΔΙΕΝΕΡΓΑ ΚΑΤΑΛΟΙΠΑ [1193, 801, 1348, 813]
article-text: ΑΘΗΝΑΙ, 17.— Ὡς ἐγνώσθη, κατὰ τὰς ἐπαφὰς τοῦ κ. Μπίτσιου μετὰ τοῦ Τούρκου πρέσβεως κ. Γκιουνεράλπ ἐγένετο διερεύνησις τῶν διαφορῶν Ἑλλάδος καὶ Τουρκίας διὰ τὰς μειονότητας καὶ τὴν ἁλιείαν, χωρὶς ὅμως νὰ ἐπέλθῃ ὁριστικὴ συμφωνία. [1176, 619, 1364, 674]
article-text: Αἱ κινήσεις τοῦ στρατηγοῦ Γ. Γρίβα ἀνησυχοῦν ζωηρῶς τὴν Κυβέρνησιν, ἡ ὁποία, κατὰ πληροφορίας, μελετᾷ τὴν ἐπαναφορὰν τοῦ ἀναλογικοῦ συστήματος διὰ τὰς προσεχεῖς ἐκλογάς. Ὁ στρατηγὸς ἐσυνέχισε τὰς ἐπαφάς του μὲ πολιτικοὺς παράγοντας. [979, 723, 1163, 778]
divider [8, 645, 385, 647]
divider [398, 831, 583, 832]
divider [398, 784, 583, 786]
article-text: ΑΘΗΝΑΙ, 17.— Ὁ γνωστὸς ἀμερικανὸς στρατιωτικὸς συντάκτης κ. Μπήνγκλεϋ ἐν ἄρθρῳ του συνιστᾷ εἰς τὴν Ἑλλάδα νὰ δεχθῇ τὰς βάσεις πυραύλων μέσου βεληνεκοῦς, αἱ ὁποῖαι θὰ ἐνισχύσουν τὴν ἀσφάλειαν τῆς χώρας εἰς τὰ πλαίσια τοῦ ΝΑΤΟ. [1176, 1323, 1364, 1378]
article-text: ΒΑΣΙΓΚΤΩΝ, 17. (Ασσ. Πρές.).— Ἡ κοινὴ ἐπιτροπὴ ἀτομικῆς ἐνεργείας τοῦ Κογκρέσσου ἐνέκρινε τὰς συμφωνίας μετὰ τῶν συμμάχων χωρῶν τοῦ ΝΑΤΟ διὰ τὴν ἀνταλλαγὴν πληροφοριῶν καὶ ὑλικοῦ ἐπὶ τῶν ἀτομικῶν ὅπλων, κρίνασα ὅτι ἐξυπηρετοῦν πλήρως τὰ συμφέροντα τῶν Ἡνωμένων Πολιτειῶν. [8, 733, 193, 798]
article-text: ΒΑΣΙΓΚΤΩΝ, 17. (Ασσ. Πρές.).— Τὸ Σταίητ Ντηπάρτμεντ τονίζει εἰς ἀνακοίνωσίν του ὅτι ἡ ἀποστέρησις τῶν χωρῶν τοῦ ΝΑΤΟ ἀπὸ πυρηνικὰ ὅπλα θὰ ἔθετεν εἰς κίνδυνον τὴν ὑπόστασιν τῆς Δύσεως. [596, 1217, 775, 1264]
divider [1176, 417, 1560, 419]
article-text: ΑΘΗΝΑΙ, 17.— Ὁ γνωστὸς ἀμερικανὸς στρατιωτικὸς συντάκτης κ. Μπήνγκλεϋ ἐν ἄρθρῳ του συνιστᾷ εἰς τὴν Ἑλλάδα νὰ δεχθῇ τὰς βάσεις πυραύλων μέσου βεληνεκοῦς, αἱ ὁποῖαι θὰ ἐνισχύσουν τὴν ἀσφάλειαν τῆς χώρας εἰς τὰ πλαίσια τοῦ ΝΑΤΟ. [1372, 1397, 1560, 1453]
article-text: ΑΘΗΝΑΙ, 17.— Ὁ πρόεδρος τῆς Γενικῆς Συνομοσπονδίας Ἐργατῶν Ἑλλάδος ἔθεσεν ὑπ' ὄψιν τοῦ κ. Πρωθυπουργοῦ τὰ ἐκκρεμῆ ζητήματα τῶν ἐργαζομένων, ἰδίᾳ τὰ ἀφορῶντα εἰς τὴν ἀσφάλισιν καὶ τὰς συντάξεις. [8, 1366, 193, 1412]
subheading: ΤΑ ΘΥΜΑΤΑ ΤΟΥ ΤΥΦΩΝΟΣ [1392, 1102, 1541, 1114]
divider [398, 218, 583, 219]
subheading: ΥΒΡΕΙΣ ΚΑΤΑ ΤΟΥ Κ. ΒΕΝΙΖΕΛΟΥ [790, 782, 969, 794]
article-text: ΒΕΛΙΓΡΑΔΙΟΝ, 17.— Οἱ κολυμβηταὶ τῶν Ἀθηνῶν ἠγωνίσθησαν εἰς τὸ Βελιγράδιον. [980, 1086, 1163, 1105]
article-text: Αἱ κινήσεις τοῦ στρατηγοῦ Γ. Γρίβα ἀνησυχοῦν ζωηρῶς τὴν Κυβέρνησιν, ἡ ὁποία, κατὰ πληροφορίας, μελετᾷ τὴν ἐπαναφορὰν τοῦ ἀναλογικοῦ συστήματος διὰ τὰς προσεχεῖς ἐκλογάς. Ὁ στρατηγὸς ἐσυνέχισε τὰς ἐπαφάς του μὲ πολιτικοὺς παράγοντας. [787, 723, 972, 778]
article-grivas-body [596, 650, 1163, 867]
article-text: ΦΙΛΑΔΕΛΦΕΙΑ, 17. (Ασσ. Πρές.).— Οἱ ἀθληταὶ τῆς Σοβιετικῆς Ἑνώσεως καὶ τῶν Ἡνωμένων Πολιτειῶν συναγωνίζονται εἰς τὸ στάδιον τῆς πόλεως ἐνώπιον πολυπληθοῦς κοινοῦ. [200, 1636, 385, 1673]
divider [980, 1339, 1163, 1340]
headline-pigeons-narcotics: ΔΙΑ ΠΕΡΙΣΤΕΡΩΝ ΕΝΗΡΓΕΙΤΟ ΛΑΘΡΕΜΠΟΡΙΟΝ ΝΑΡΚΩΤΙΚΩΝ [415, 1302, 566, 1326]
divider [398, 1486, 583, 1487]
article-text: ΑΘΗΝΑΙ, 17.— Γνωστὸς κακοποιὸς ἐρράπισε χθὲς τὴν νύκτα μίαν νεαρὰν εἰς κεντρικὴν ὁδὸν τῆς πρωτευούσης, ἥρπασε τὴν τσάνταν της μὲ τὰ τιμαλφῆ καὶ ἐν συνεχείᾳ ἐτραυμάτισε τὸν μνηστῆρα της, σπεύσαντα εἰς βοήθειαν. [8, 1854, 193, 1900]
headline-arab-states: ΠΡΟΣ ΣΥΞΦΙΞΙΝ ΤΩΝ ΔΕΣΜΩΝ ΤΩΝ ΑΡΑΒΙΚΩΝ ΚΡΑΤΩΝ [402, 8, 579, 35]
article-text: ΦΙΛΑΔΕΛΦΕΙΑ, 17. (Ασσ. Πρές.).— Οἱ ἀθληταὶ τῆς Σοβιετικῆς Ἑνώσεως καὶ τῶν Ἡνωμένων Πολιτειῶν συναγωνίζονται εἰς τὸ στάδιον τῆς πόλεως ἐνώπιον πολυπληθοῦς κοινοῦ. [8, 1674, 193, 1711]
divider [398, 166, 583, 168]
article-text: ΔΑΜΑΣΚΟΣ, 17.— Αἱ ἀρμόδιαι ἀρχαὶ τῶν δύο χωρῶν ἐπελήφθησαν τῆς διευθετήσεως τῶν ἐπεισοδίων τῆς μεθορίου. [398, 491, 583, 519]
article-text: ΦΙΛΑΔΕΛΦΕΙΑ, 17. (Ασσ. Πρές.).— Οἱ ἀθληταὶ τῆς Σοβιετικῆς Ἑνώσεως καὶ τῶν Ἡνωμένων Πολιτειῶν συναγωνίζονται εἰς τὸ στάδιον τῆς πόλεως ἐνώπιον πολυπληθοῦς κοινοῦ. [200, 1674, 385, 1711]
subheading: ΘΕΜΕΛΙΩΣΙΣ ΠΑΝΕΠΙΣΤΗΜΙΟΥ [1384, 339, 1548, 351]
subheading: Η ΣΟΣΙΑΛΙΣΤΙΚΗ ΔΙΕΘΝΗΣ [221, 348, 364, 360]
divider [596, 1318, 961, 1319]
divider [1176, 198, 1560, 200]
divider [398, 485, 583, 486]
article-text: ΣΤΕΤΤΙΝΟΝ, 17. (Ασσ. Πρές.).— Ὁ Ρῶσσος πρωθυπουργὸς κ. Κρουστσὲφ ἐδήλωσεν εἰς τὸ Στεττῖνον ὅτι ἡ Σοβιετικὴ Ἕνωσις θὰ πλήξῃ διὰ παντὸς μέσου οἱονδήποτε ἀποπειραθῇ νὰ μεταβάλῃ τὰ πρὸς Γερμανίαν σύνορα τῆς Πολωνίας. Ὁ κ. Κρουστσὲφ ὡμίλησεν ἐνώπιον πλήθους ἐργατῶν εἰς τὰ ναυπηγεῖα τῆς πόλεως καὶ ἐτόνισεν ὅτι τὰ σύνορα τοῦ Ὄδερ-Νάισσε εἶναι ὁριστικά. Ἐπέκρινε δὲ τὴν πολιτικὴν τῆς Δυτικῆς Γερμανίας. [979, 131, 1163, 223]
subheading: ΚΑΛΛΙΤΕΧΝΙΚΟΝ ΓΡΑΦΕΙΟΝ [610, 1395, 761, 1407]
column-1 [8, 8, 385, 2321]
article-text: ΚΑΙ-ΡΟΝ, 17. (Ρώιτερ).— Ὁ διευθυντὴς τοῦ ὑπουργείου Παιδείας ἀνήγγειλεν ὅτι πολλοὶ ἐπιστήμονες θὰ μεταβοῦν εἰς τὴν Αἴγυπτον. [398, 693, 583, 720]
subheading: ΑΓΟΡΑΣΕΙ ΧΡΥΣΟΝ [1218, 322, 1322, 333]
headline-nato-nuclear: ΘΑ ΕΘΕΤΕΝ ΕΙΣ ΚΙΝΔΥΝΟΝ ΤΗΝ ΥΠΟΣΤΑΣΙΝ ΤΗΣ ΔΥΣΕΩΣ ΤΟΝΙΖΕΙ ΕΙΣ ΑΝΑΚΟΙΝΩΣΙΝ ΤΟ ΣΤΑΙΗΤ ΝΤΗΠΑΡΤΜΕΝΤ ΑΠΟΣΤΕΡΗΣΙΣ ΤΩΝ ΧΩΡΩΝ ΤΟΥ ΝΑΤΟ ΑΠΟ ΠΥΡΗΝΙΚΑ ΟΠΛΑ [609, 1096, 950, 1160]
divider [1176, 500, 1560, 501]
article-text: ΑΘΗΝΑΙ, 17.— Ὑπὸ τὴν προεδρίαν τοῦ κ. Πρωθυπουργοῦ ἐγένετο σύσκεψις κατὰ τὴν ὁποίαν ἐξητάσθη τὸ πρόγραμμα ἐπενδύσεων. [398, 867, 583, 895]
divider [398, 1331, 583, 1332]
subheading: ΤΙ ΕΙΠΕΝ Ο Κ. ΓΚΟΜΟΥΛΚΑ [998, 226, 1146, 238]
article-text: ΣΤΕΤΤΙΝΟΝ, 17. (Ασσ. Πρές.).— Ὁ Ρῶσσος πρωθυπουργὸς κ. Κρουστσὲφ ἐδήλωσεν εἰς τὸ Στεττῖνον ὅτι ἡ Σοβιετικὴ Ἕνωσις θὰ πλήξῃ διὰ παντὸς μέσου οἱονδήποτε ἀποπειραθῇ νὰ μεταβάλῃ τὰ πρὸς Γερμανίαν σύνορα τῆς Πολωνίας. Ὁ κ. Κρουστσὲφ ὡμίλησεν ἐνώπιον πλήθους ἐργατῶν εἰς τὰ ναυπηγεῖα τῆς πόλεως καὶ ἐτόνισεν ὅτι τὰ σύνορα τοῦ Ὄδερ-Νάισσε εἶναι ὁριστικά. Ἐπέκρινε δὲ τὴν πολιτικὴν τῆς Δυτικῆς Γερμανίας. [979, 334, 1163, 425]
article-text: ΑΘΗΝΑΙ, 17.— Γνωστὸς κακοποιὸς ἐρράπισε χθὲς τὴν νύκτα μίαν νεαρὰν εἰς κεντρικὴν ὁδὸν τῆς πρωτευούσης, ἥρπασε τὴν τσάνταν της μὲ τὰ τιμαλφῆ καὶ ἐν συνεχείᾳ ἐτραυμάτισε τὸν μνηστῆρα της, σπεύσαντα εἰς βοήθειαν. [8, 1948, 193, 1994]
article-text: ΒΑΣΙΓΚΤΩΝ, 17. (Ασσ. Πρές.).— Ὁ τεχνητὸς δορυφόρος «Ἐξερευνητὴς 4» ἀναμένεται νὰ διαλυθῇ ἐντὸς τοῦ μηνός. [980, 1199, 1163, 1227]
article-vehicle-body [8, 1236, 385, 1283]
headline-spain-oeec: Η ΙΣΠΑΝΙΑ ΘΑ ΓΙΝΗ ΔΕΚΤΗ ΕΙΣ ΤΟΝ ΟΡΓΑΝΙΣΜΟΝ ΕΥΡΩΠΑΪΚΗΣ ΣΥΝΕΡΓΑΣΙΑΣ [400, 936, 581, 971]
headline-ghana-boycott: Η ΓΚΑΝΑ ΜΠΟΥ-ΚΟΤΑΡΕΙ ΤΗΝ ΕΙΣΑΓΩΓΗΝ ΓΑΛΛΙΚΩΝ ΟΙΝΩΝ [399, 172, 582, 213]
